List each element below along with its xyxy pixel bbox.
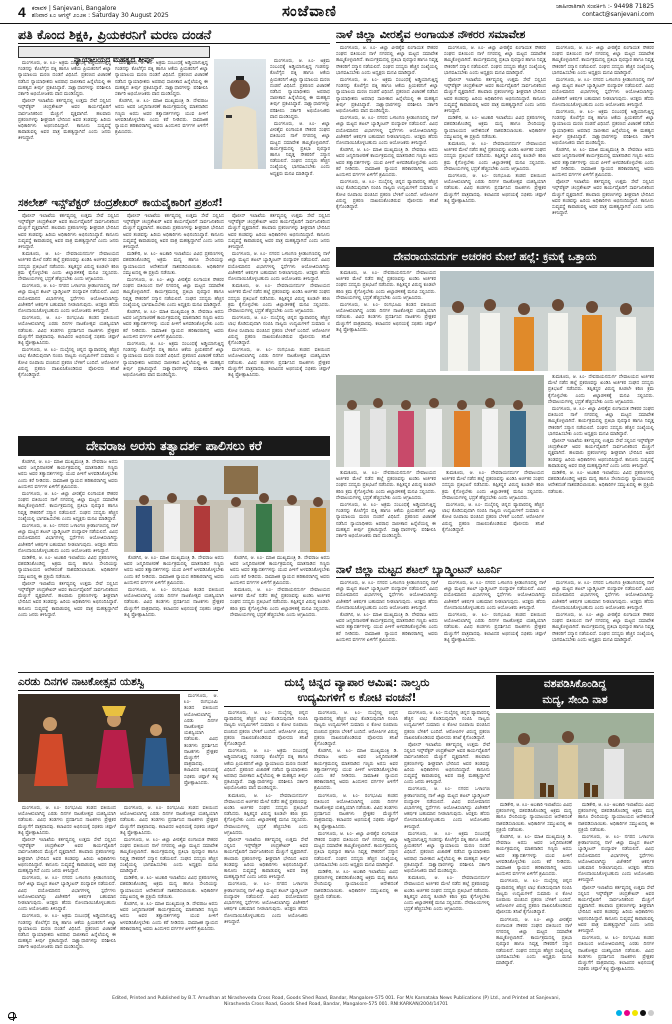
body-text-2b: ಪೊಲೀಸ್ ಇಲಾಖೆಯ ಕರ್ತವ್ಯದಲ್ಲಿ ಉತ್ತಮ ಸೇವೆ ಸಲ್ಲಿಸಿದ ಇನ್ಸ್‌ಪೆಕ್ಟರ್ ಚಂದ್ರಶೇಖರ್ ಅವರ ಕಾರ್ಯವೈಖರಿಗೆ ಸಾರ್ವಜನಿಕರಿಂದ ಮೆಚ್ಚುಗೆ ವ್ಯಕ್ತವಾಗಿದೆ. ಹಲವಾರು ಪ್ರಕರಣಗಳನ್ನು ಶೀಘ್ರವಾಗಿ ಭೇದಿಸಿದ ಅವರ ತಂಡವನ್ನು ಹಿರಿಯ ಅಧಿಕಾರಿಗಳು ಅಭಿನಂದಿಸಿದ್ದಾರೆ. ಕಾನೂನು ಸುವ್ಯವಸ್ಥೆ ಕಾಪಾಡುವಲ್ಲಿ ಅವರ ಪಾತ್ರ ಮಹತ್ವದ್ದಾಗಿದೆ ಎಂದು ಜನರು ತಿಳಿಸಿದ್ದಾರೆ. [444, 78, 546, 115]
body-text-2: ಮಂಗಳೂರು, ಆ. ೩೦- ಜಿಲ್ಲಾ ವೀರಶೈವ ಲಿಂಗಾಯತ ನೌಕರರ ಸಂಘದ ವತಿಯಿಂದ ನಾಳೆ ನಗರದಲ್ಲಿ ಜಿಲ್ಲಾ ಮಟ್ಟದ ಸಮಾವೇಶ ಹಮ್ಮಿಕೊಳ್ಳಲಾಗಿದೆ. ಕಾರ್ಯಕ್ರಮದಲ್ಲಿ ಪ್ರತಿಭಾ ಪುರಸ್ಕಾರ ಹಾಗೂ ನಿವೃತ್ತ ನೌಕರರಿಗೆ ಸನ್ಮಾನ ನಡೆಯಲಿದೆ. ಸಂಘದ ಸದಸ್ಯರು ಹೆಚ್ಚಿನ ಸಂಖ್ಯೆಯಲ್ಲಿ ಭಾಗವಹಿಸಬೇಕು ಎಂದು ಅಧ್ಯಕ್ಷರು ಮನವಿ ಮಾಡಿದ್ದಾರೆ. [444, 46, 546, 76]
body-text-2: ಕೊಡಗಿನ, ಆ. ೩೦- ಮಾಜಿ ಮುಖ್ಯಮಂತ್ರಿ ಡಿ. ದೇವರಾಜ ಅರಸು ಅವರ ಜನ್ಮದಿನಾಚರಣೆ ಕಾರ್ಯಕ್ರಮದಲ್ಲಿ ಮಾತನಾಡಿದ ಗಣ್ಯರು ಅರಸು ಅವರ ತತ್ವಾದರ್ಶಗಳನ್ನು ಯುವ ಪೀಳಿಗೆ ಅಳವಡಿಸಿಕೊಳ್ಳಬೇಕು ಎಂದು ಕರೆ ನೀಡಿದರು. ಸಾಮಾಜಿಕ ನ್ಯಾಯದ ಹರಿಕಾರರಾಗಿದ್ದ ಅವರು ಹಿಂದುಳಿದ ವರ್ಗಗಳ ಏಳಿಗೆಗೆ ಶ್ರಮಿಸಿದರು. [124, 556, 224, 586]
registration-dot [624, 1010, 630, 1016]
article-liquor-destroyed [496, 675, 654, 991]
body-text-c: ಮಂಗಳೂರು, ಆ. ೩೦- ನಗರದ ಒಳಾಂಗಣ ಕ್ರೀಡಾಂಗಣದಲ್ಲಿ ನಾಳೆ ಜಿಲ್ಲಾ ಮಟ್ಟದ ಶಟಲ್ ಬ್ಯಾಡ್ಮಿಂಟನ್ ಪಂದ್ಯಾವಳಿ ನಡೆಯಲಿದೆ. ವಿವಿಧ ವಯೋಮಾನದ ವಿಭಾಗಗಳಲ್ಲಿ ಸ್ಪರ್ಧೆಗಳು ಆಯೋಜಿಸಲಾಗಿದ್ದು ವಿಜೇತರಿಗೆ ಆಕರ್ಷಕ ಬಹುಮಾನ ನೀಡಲಾಗುವುದು. ಆಸಕ್ತರು ಹೆಸರು ನೋಂದಾಯಿಸಿಕೊಳ್ಳಬಹುದು ಎಂದು ಆಯೋಜಕರು ತಿಳಿಸಿದ್ದಾರೆ. [18, 284, 119, 315]
body-col-1 [336, 581, 438, 667]
imprint-footer [0, 996, 672, 1008]
page-header [0, 0, 672, 24]
body-col-2 [123, 214, 224, 434]
body-text: ಮಂಗಳೂರು, ಆ. ೩೦- ದುಬೈನಲ್ಲಿ ಚಿನ್ನದ ವ್ಯಾಪಾರದಲ್ಲಿ ಹೆಚ್ಚಿನ ಲಾಭ ಕೊಡಿಸುವುದಾಗಿ ನಂಬಿಸಿ ನಾಲ್ವರು ಉದ್ಯಮಿಗಳಿಗೆ ಸುಮಾರು ೮ ಕೋಟಿ ರೂಪಾಯಿ ವಂಚಿಸಿದ ಪ್ರಕರಣ ಬೆಳಕಿಗೆ ಬಂದಿದೆ. ಆರೋಪಿಗಳ ವಿರುದ್ಧ ಪ್ರಕರಣ ದಾಖಲಿಸಿಕೊಂಡಿರುವ ಪೊಲೀಸರು ತನಿಖೆ ಕೈಗೊಂಡಿದ್ದಾರೆ. [224, 711, 308, 748]
article-murder-verdict [18, 27, 330, 194]
body-text-2: ಮಂಗಳೂರು, ಆ. ೩೦- ರಂಗಭೂಮಿ ತಂಡದ ವತಿಯಿಂದ ಆಯೋಜಿಸಲಾಗಿದ್ದ ಎರಡು ದಿನಗಳ ನಾಟಕೋತ್ಸವ ಯಶಸ್ವಿಯಾಗಿ ನಡೆಯಿತು. ವಿವಿಧ ತಂಡಗಳು ಪ್ರದರ್ಶಿಸಿದ ನಾಟಕಗಳು ಪ್ರೇಕ್ಷಕರ ಮೆಚ್ಚುಗೆಗೆ ಪಾತ್ರವಾದವು. ಕಲಾವಿದರ ಅಭಿನಯಕ್ಕೆ ಸಭಿಕರು ಚಪ್ಪಾಳೆ ತಟ್ಟಿ ಪ್ರೋತ್ಸಾಹಿಸಿದರು. [120, 806, 218, 836]
body-col-3 [552, 581, 654, 667]
body-col-3 [552, 46, 654, 245]
body-text-d: ಪೊಲೀಸ್ ಇಲಾಖೆಯ ಕರ್ತವ್ಯದಲ್ಲಿ ಉತ್ತಮ ಸೇವೆ ಸಲ್ಲಿಸಿದ ಇನ್ಸ್‌ಪೆಕ್ಟರ್ ಚಂದ್ರಶೇಖರ್ ಅವರ ಕಾರ್ಯವೈಖರಿಗೆ ಸಾರ್ವಜನಿಕರಿಂದ ಮೆಚ್ಚುಗೆ ವ್ಯಕ್ತವಾಗಿದೆ. ಹಲವಾರು ಪ್ರಕರಣಗಳನ್ನು ಶೀಘ್ರವಾಗಿ ಭೇದಿಸಿದ ಅವರ ತಂಡವನ್ನು ಹಿರಿಯ ಅಧಿಕಾರಿಗಳು ಅಭಿನಂದಿಸಿದ್ದಾರೆ. ಕಾನೂನು ಸುವ್ಯವಸ್ಥೆ ಕಾಪಾಡುವಲ್ಲಿ ಅವರ ಪಾತ್ರ ಮಹತ್ವದ್ದಾಗಿದೆ ಎಂದು ಜನರು ತಿಳಿಸಿದ್ದಾರೆ. [224, 838, 308, 881]
body-text-c: ಮಂಗಳೂರು, ಆ. ೩೦- ನಗರದ ಒಳಾಂಗಣ ಕ್ರೀಡಾಂಗಣದಲ್ಲಿ ನಾಳೆ ಜಿಲ್ಲಾ ಮಟ್ಟದ ಶಟಲ್ ಬ್ಯಾಡ್ಮಿಂಟನ್ ಪಂದ್ಯಾವಳಿ ನಡೆಯಲಿದೆ. ವಿವಿಧ ವಯೋಮಾನದ ವಿಭಾಗಗಳಲ್ಲಿ ಸ್ಪರ್ಧೆಗಳು ಆಯೋಜಿಸಲಾಗಿದ್ದು ವಿಜೇತರಿಗೆ ಆಕರ್ಷಕ ಬಹುಮಾನ ನೀಡಲಾಗುವುದು. ಆಸಕ್ತರು ಹೆಸರು ನೋಂದಾಯಿಸಿಕೊಳ್ಳಬಹುದು ಎಂದು ಆಯೋಜಕರು ತಿಳಿಸಿದ್ದಾರೆ. [336, 116, 438, 147]
body-col-1 [336, 271, 436, 371]
body-text-c: ಮಂಗಳೂರು, ಆ. ೩೦- ನಗರದ ಒಳಾಂಗಣ ಕ್ರೀಡಾಂಗಣದಲ್ಲಿ ನಾಳೆ ಜಿಲ್ಲಾ ಮಟ್ಟದ ಶಟಲ್ ಬ್ಯಾಡ್ಮಿಂಟನ್ ಪಂದ್ಯಾವಳಿ ನಡೆಯಲಿದೆ. ವಿವಿಧ ವಯೋಮಾನದ ವಿಭಾಗಗಳಲ್ಲಿ ಸ್ಪರ್ಧೆಗಳು ಆಯೋಜಿಸಲಾಗಿದ್ದು ವಿಜೇತರಿಗೆ ಆಕರ್ಷಕ ಬಹುಮಾನ ನೀಡಲಾಗುವುದು. ಆಸಕ್ತರು ಹೆಸರು ನೋಂದಾಯಿಸಿಕೊಳ್ಳಬಹುದು ಎಂದು ಆಯೋಜಕರು ತಿಳಿಸಿದ್ದಾರೆ. [18, 524, 118, 554]
body-text-2b: ಕೊಡಗಿನ, ಆ. ೩೦- ಮಾಜಿ ಮುಖ್ಯಮಂತ್ರಿ ಡಿ. ದೇವರಾಜ ಅರಸು ಅವರ ಜನ್ಮದಿನಾಚರಣೆ ಕಾರ್ಯಕ್ರಮದಲ್ಲಿ ಮಾತನಾಡಿದ ಗಣ್ಯರು ಅರಸು ಅವರ ತತ್ವಾದರ್ಶಗಳನ್ನು ಯುವ ಪೀಳಿಗೆ ಅಳವಡಿಸಿಕೊಳ್ಳಬೇಕು ಎಂದು ಕರೆ ನೀಡಿದರು. ಸಾಮಾಜಿಕ ನ್ಯಾಯದ ಹರಿಕಾರರಾಗಿದ್ದ ಅವರು ಹಿಂದುಳಿದ ವರ್ಗಗಳ ಏಳಿಗೆಗೆ ಶ್ರಮಿಸಿದರು. [314, 749, 398, 792]
body-col-1 [18, 460, 118, 658]
header-left [0, 4, 169, 20]
body-text-d: ಮಡಿಕೇರಿ, ಆ. ೩೦- ಅಬಕಾರಿ ಇಲಾಖೆಯು ವಿವಿಧ ಪ್ರಕರಣಗಳಲ್ಲಿ ವಶಪಡಿಸಿಕೊಂಡಿದ್ದ ಅಕ್ರಮ ಮದ್ಯ ಹಾಗೂ ಸೇಂದಿಯನ್ನು ನ್ಯಾಯಾಲಯದ ಆದೇಶದಂತೆ ನಾಶಪಡಿಸಲಾಯಿತು. ಅಧಿಕಾರಿಗಳ ಸಮ್ಮುಖದಲ್ಲಿ ಈ ಪ್ರಕ್ರಿಯೆ ನಡೆಯಿತು. [18, 556, 118, 580]
article-dubai-fraud [224, 675, 490, 991]
article-drama-festival [18, 675, 218, 991]
contact-phone: ಜಾಹೀರಾತಿಗಾಗಿ ಸಂಪರ್ಕಿಸಿ :- 94498 71825 [556, 3, 654, 10]
body-text-2d: ಮಡಿಕೇರಿ, ಆ. ೩೦- ಅಬಕಾರಿ ಇಲಾಖೆಯು ವಿವಿಧ ಪ್ರಕರಣಗಳಲ್ಲಿ ವಶಪಡಿಸಿಕೊಂಡಿದ್ದ ಅಕ್ರಮ ಮದ್ಯ ಹಾಗೂ ಸೇಂದಿಯನ್ನು ನ್ಯಾಯಾಲಯದ ಆದೇಶದಂತೆ ನಾಶಪಡಿಸಲಾಯಿತು. ಅಧಿಕಾರಿಗಳ ಸಮ್ಮುಖದಲ್ಲಿ ಈ ಪ್ರಕ್ರಿಯೆ ನಡೆಯಿತು. [548, 471, 654, 495]
drama-photo [18, 694, 180, 802]
body-text-4: ತುಮಕೂರು, ಆ. ೩೦- ದೇವರಾಯನದುರ್ಗ ದೇವಾಲಯದ ಅರ್ಚಕರ ಮೇಲೆ ನಡೆದ ಹಲ್ಲೆ ಪ್ರಕರಣವನ್ನು ಖಂಡಿಸಿ ಅರ್ಚಕರ ಸಂಘದ ಸದಸ್ಯರು ಪ್ರತಿಭಟನೆ ನಡೆಸಿದರು. ತಪ್ಪಿತಸ್ಥರ ವಿರುದ್ಧ ಕೂಡಲೇ ಕಠಿಣ ಕ್ರಮ ಕೈಗೊಳ್ಳಬೇಕು ಎಂದು ಜಿಲ್ಲಾಡಳಿತಕ್ಕೆ ಮನವಿ ಸಲ್ಲಿಸಿದರು. ದೇವಾಲಯಗಳಲ್ಲಿ ಭದ್ರತೆ ಹೆಚ್ಚಿಸಬೇಕು ಎಂದು ಆಗ್ರಹಿಸಿದರು. [442, 471, 544, 501]
subhead-box [18, 46, 210, 64]
body-col-side [184, 694, 218, 802]
body-text-3d: ಮಂಗಳೂರು, ಆ. ೩೦- ಅಕ್ರಮ ಸಂಬಂಧಕ್ಕೆ ಅಡ್ಡಿಯಾಗುತ್ತಿದ್ದ ಗಂಡನನ್ನು ಕೊಲೆಗೈದ ಪತ್ನಿ ಹಾಗೂ ಆಕೆಯ ಪ್ರಿಯಕರನಿಗೆ ಜಿಲ್ಲಾ ನ್ಯಾಯಾಲಯ ಮರಣ ದಂಡನೆ ವಿಧಿಸಿದೆ. ಪ್ರಕರಣದ ವಿಚಾರಣೆ ನಡೆಸಿದ ನ್ಯಾಯಾಧೀಶರು ಅಪರಾಧ ಸಾಬೀತಾದ ಹಿನ್ನೆಲೆಯಲ್ಲಿ ಈ ಮಹತ್ವದ ತೀರ್ಪು ಪ್ರಕಟಿಸಿದ್ದಾರೆ. ಸಾಕ್ಷ್ಯಾಧಾರಗಳನ್ನು ಪರಿಶೀಲಿಸಿ ಸರ್ಕಾರಿ ಅಭಿಯೋಜಕರು ವಾದ ಮಂಡಿಸಿದ್ದರು. [404, 831, 490, 875]
portrait-photo [214, 59, 266, 169]
page-number: 4 [18, 3, 26, 20]
header-contact [556, 3, 654, 19]
body-text-2e: ಮಂಗಳೂರು, ಆ. ೩೦- ಅಕ್ರಮ ಸಂಬಂಧಕ್ಕೆ ಅಡ್ಡಿಯಾಗುತ್ತಿದ್ದ ಗಂಡನನ್ನು ಕೊಲೆಗೈದ ಪತ್ನಿ ಹಾಗೂ ಆಕೆಯ ಪ್ರಿಯಕರನಿಗೆ ಜಿಲ್ಲಾ ನ್ಯಾಯಾಲಯ ಮರಣ ದಂಡನೆ ವಿಧಿಸಿದೆ. ಪ್ರಕರಣದ ವಿಚಾರಣೆ ನಡೆಸಿದ ನ್ಯಾಯಾಧೀಶರು ಅಪರಾಧ ಸಾಬೀತಾದ ಹಿನ್ನೆಲೆಯಲ್ಲಿ ಈ ಮಹತ್ವದ ತೀರ್ಪು ಪ್ರಕಟಿಸಿದ್ದಾರೆ. ಸಾಕ್ಷ್ಯಾಧಾರಗಳನ್ನು ಪರಿಶೀಲಿಸಿ ಸರ್ಕಾರಿ ಅಭಿಯೋಜಕರು ವಾದ ಮಂಡಿಸಿದ್ದರು. [123, 342, 224, 379]
body-text-b: ಪೊಲೀಸ್ ಇಲಾಖೆಯ ಕರ್ತವ್ಯದಲ್ಲಿ ಉತ್ತಮ ಸೇವೆ ಸಲ್ಲಿಸಿದ ಇನ್ಸ್‌ಪೆಕ್ಟರ್ ಚಂದ್ರಶೇಖರ್ ಅವರ ಕಾರ್ಯವೈಖರಿಗೆ ಸಾರ್ವಜನಿಕರಿಂದ ಮೆಚ್ಚುಗೆ ವ್ಯಕ್ತವಾಗಿದೆ. ಹಲವಾರು ಪ್ರಕರಣಗಳನ್ನು ಶೀಘ್ರವಾಗಿ ಭೇದಿಸಿದ ಅವರ ತಂಡವನ್ನು ಹಿರಿಯ ಅಧಿಕಾರಿಗಳು ಅಭಿನಂದಿಸಿದ್ದಾರೆ. ಕಾನೂನು ಸುವ್ಯವಸ್ಥೆ ಕಾಪಾಡುವಲ್ಲಿ ಅವರ ಪಾತ್ರ ಮಹತ್ವದ್ದಾಗಿದೆ ಎಂದು ಜನರು ತಿಳಿಸಿದ್ದಾರೆ. [18, 838, 116, 875]
subhead: ನ್ಯಾಯಾಲಯದ ಮಹತ್ವದ ತೀರ್ಪು [73, 55, 155, 64]
body-text-2d: ಮಂಗಳೂರು, ಆ. ೩೦- ರಂಗಭೂಮಿ ತಂಡದ ವತಿಯಿಂದ ಆಯೋಜಿಸಲಾಗಿದ್ದ ಎರಡು ದಿನಗಳ ನಾಟಕೋತ್ಸವ ಯಶಸ್ವಿಯಾಗಿ ನಡೆಯಿತು. ವಿವಿಧ ತಂಡಗಳು ಪ್ರದರ್ಶಿಸಿದ ನಾಟಕಗಳು ಪ್ರೇಕ್ಷಕರ ಮೆಚ್ಚುಗೆಗೆ ಪಾತ್ರವಾದವು. ಕಲಾವಿದರ ಅಭಿನಯಕ್ಕೆ ಸಭಿಕರು ಚಪ್ಪಾಳೆ ತಟ್ಟಿ ಪ್ರೋತ್ಸಾಹಿಸಿದರು. [578, 936, 654, 973]
body-text-3: ಮಂಗಳೂರು, ಆ. ೩೦- ನಗರದ ಒಳಾಂಗಣ ಕ್ರೀಡಾಂಗಣದಲ್ಲಿ ನಾಳೆ ಜಿಲ್ಲಾ ಮಟ್ಟದ ಶಟಲ್ ಬ್ಯಾಡ್ಮಿಂಟನ್ ಪಂದ್ಯಾವಳಿ ನಡೆಯಲಿದೆ. ವಿವಿಧ ವಯೋಮಾನದ ವಿಭಾಗಗಳಲ್ಲಿ ಸ್ಪರ್ಧೆಗಳು ಆಯೋಜಿಸಲಾಗಿದ್ದು ವಿಜೇತರಿಗೆ ಆಕರ್ಷಕ ಬಹುಮಾನ ನೀಡಲಾಗುವುದು. ಆಸಕ್ತರು ಹೆಸರು ನೋಂದಾಯಿಸಿಕೊಳ್ಳಬಹುದು ಎಂದು ಆಯೋಜಕರು ತಿಳಿಸಿದ್ದಾರೆ. [552, 581, 654, 611]
body-text-4b: ಮಂಗಳೂರು, ಆ. ೩೦- ದುಬೈನಲ್ಲಿ ಚಿನ್ನದ ವ್ಯಾಪಾರದಲ್ಲಿ ಹೆಚ್ಚಿನ ಲಾಭ ಕೊಡಿಸುವುದಾಗಿ ನಂಬಿಸಿ ನಾಲ್ವರು ಉದ್ಯಮಿಗಳಿಗೆ ಸುಮಾರು ೮ ಕೋಟಿ ರೂಪಾಯಿ ವಂಚಿಸಿದ ಪ್ರಕರಣ ಬೆಳಕಿಗೆ ಬಂದಿದೆ. ಆರೋಪಿಗಳ ವಿರುದ್ಧ ಪ್ರಕರಣ ದಾಖಲಿಸಿಕೊಂಡಿರುವ ಪೊಲೀಸರು ತನಿಖೆ ಕೈಗೊಂಡಿದ್ದಾರೆ. [442, 503, 544, 533]
body-text: ಕೊಡಗಿನ, ಆ. ೩೦- ಮಾಜಿ ಮುಖ್ಯಮಂತ್ರಿ ಡಿ. ದೇವರಾಜ ಅರಸು ಅವರ ಜನ್ಮದಿನಾಚರಣೆ ಕಾರ್ಯಕ್ರಮದಲ್ಲಿ ಮಾತನಾಡಿದ ಗಣ್ಯರು ಅರಸು ಅವರ ತತ್ವಾದರ್ಶಗಳನ್ನು ಯುವ ಪೀಳಿಗೆ ಅಳವಡಿಸಿಕೊಳ್ಳಬೇಕು ಎಂದು ಕರೆ ನೀಡಿದರು. ಸಾಮಾಜಿಕ ನ್ಯಾಯದ ಹರಿಕಾರರಾಗಿದ್ದ ಅವರು ಹಿಂದುಳಿದ ವರ್ಗಗಳ ಏಳಿಗೆಗೆ ಶ್ರಮಿಸಿದರು. [18, 460, 118, 490]
body-text-2b: ಮಂಗಳೂರು, ಆ. ೩೦- ರಂಗಭೂಮಿ ತಂಡದ ವತಿಯಿಂದ ಆಯೋಜಿಸಲಾಗಿದ್ದ ಎರಡು ದಿನಗಳ ನಾಟಕೋತ್ಸವ ಯಶಸ್ವಿಯಾಗಿ ನಡೆಯಿತು. ವಿವಿಧ ತಂಡಗಳು ಪ್ರದರ್ಶಿಸಿದ ನಾಟಕಗಳು ಪ್ರೇಕ್ಷಕರ ಮೆಚ್ಚುಗೆಗೆ ಪಾತ್ರವಾದವು. ಕಲಾವಿದರ ಅಭಿನಯಕ್ಕೆ ಸಭಿಕರು ಚಪ್ಪಾಳೆ ತಟ್ಟಿ ಪ್ರೋತ್ಸಾಹಿಸಿದರು. [124, 588, 224, 618]
body-text-2: ಮಂಗಳೂರು, ಆ. ೩೦- ನಗರದ ಒಳಾಂಗಣ ಕ್ರೀಡಾಂಗಣದಲ್ಲಿ ನಾಳೆ ಜಿಲ್ಲಾ ಮಟ್ಟದ ಶಟಲ್ ಬ್ಯಾಡ್ಮಿಂಟನ್ ಪಂದ್ಯಾವಳಿ ನಡೆಯಲಿದೆ. ವಿವಿಧ ವಯೋಮಾನದ ವಿಭಾಗಗಳಲ್ಲಿ ಸ್ಪರ್ಧೆಗಳು ಆಯೋಜಿಸಲಾಗಿದ್ದು ವಿಜೇತರಿಗೆ ಆಕರ್ಷಕ ಬಹುಮಾನ ನೀಡಲಾಗುವುದು. ಆಸಕ್ತರು ಹೆಸರು ನೋಂದಾಯಿಸಿಕೊಳ್ಳಬಹುದು ಎಂದು ಆಯೋಜಕರು ತಿಳಿಸಿದ್ದಾರೆ. [444, 581, 546, 611]
body-col-4 [442, 471, 544, 559]
article-badminton [336, 563, 654, 667]
body-col-2 [124, 556, 224, 658]
body-text-b: ಕೊಡಗಿನ, ಆ. ೩೦- ಮಾಜಿ ಮುಖ್ಯಮಂತ್ರಿ ಡಿ. ದೇವರಾಜ ಅರಸು ಅವರ ಜನ್ಮದಿನಾಚರಣೆ ಕಾರ್ಯಕ್ರಮದಲ್ಲಿ ಮಾತನಾಡಿದ ಗಣ್ಯರು ಅರಸು ಅವರ ತತ್ವಾದರ್ಶಗಳನ್ನು ಯುವ ಪೀಳಿಗೆ ಅಳವಡಿಸಿಕೊಳ್ಳಬೇಕು ಎಂದು ಕರೆ ನೀಡಿದರು. ಸಾಮಾಜಿಕ ನ್ಯಾಯದ ಹರಿಕಾರರಾಗಿದ್ದ ಅವರು ಹಿಂದುಳಿದ ವರ್ಗಗಳ ಏಳಿಗೆಗೆ ಶ್ರಮಿಸಿದರು. [336, 613, 438, 643]
body-text-c: ಮಂಗಳೂರು, ಆ. ೩೦- ದುಬೈನಲ್ಲಿ ಚಿನ್ನದ ವ್ಯಾಪಾರದಲ್ಲಿ ಹೆಚ್ಚಿನ ಲಾಭ ಕೊಡಿಸುವುದಾಗಿ ನಂಬಿಸಿ ನಾಲ್ವರು ಉದ್ಯಮಿಗಳಿಗೆ ಸುಮಾರು ೮ ಕೋಟಿ ರೂಪಾಯಿ ವಂಚಿಸಿದ ಪ್ರಕರಣ ಬೆಳಕಿಗೆ ಬಂದಿದೆ. ಆರೋಪಿಗಳ ವಿರುದ್ಧ ಪ್ರಕರಣ ದಾಖಲಿಸಿಕೊಂಡಿರುವ ಪೊಲೀಸರು ತನಿಖೆ ಕೈಗೊಂಡಿದ್ದಾರೆ. [496, 879, 572, 916]
body-col-1 [224, 711, 308, 991]
body-text-2c: ಮಡಿಕೇರಿ, ಆ. ೩೦- ಅಬಕಾರಿ ಇಲಾಖೆಯು ವಿವಿಧ ಪ್ರಕರಣಗಳಲ್ಲಿ ವಶಪಡಿಸಿಕೊಂಡಿದ್ದ ಅಕ್ರಮ ಮದ್ಯ ಹಾಗೂ ಸೇಂದಿಯನ್ನು ನ್ಯಾಯಾಲಯದ ಆದೇಶದಂತೆ ನಾಶಪಡಿಸಲಾಯಿತು. ಅಧಿಕಾರಿಗಳ ಸಮ್ಮುಖದಲ್ಲಿ ಈ ಪ್ರಕ್ರಿಯೆ ನಡೆಯಿತು. [444, 116, 546, 140]
body-text-2: ತುಮಕೂರು, ಆ. ೩೦- ದೇವರಾಯನದುರ್ಗ ದೇವಾಲಯದ ಅರ್ಚಕರ ಮೇಲೆ ನಡೆದ ಹಲ್ಲೆ ಪ್ರಕರಣವನ್ನು ಖಂಡಿಸಿ ಅರ್ಚಕರ ಸಂಘದ ಸದಸ್ಯರು ಪ್ರತಿಭಟನೆ ನಡೆಸಿದರು. ತಪ್ಪಿತಸ್ಥರ ವಿರುದ್ಧ ಕೂಡಲೇ ಕಠಿಣ ಕ್ರಮ ಕೈಗೊಳ್ಳಬೇಕು ಎಂದು ಜಿಲ್ಲಾಡಳಿತಕ್ಕೆ ಮನವಿ ಸಲ್ಲಿಸಿದರು. ದೇವಾಲಯಗಳಲ್ಲಿ ಭದ್ರತೆ ಹೆಚ್ಚಿಸಬೇಕು ಎಂದು ಆಗ್ರಹಿಸಿದರು. [548, 375, 654, 405]
body-text-3e: ಮಂಗಳೂರು, ಆ. ೩೦- ರಂಗಭೂಮಿ ತಂಡದ ವತಿಯಿಂದ ಆಯೋಜಿಸಲಾಗಿದ್ದ ಎರಡು ದಿನಗಳ ನಾಟಕೋತ್ಸವ ಯಶಸ್ವಿಯಾಗಿ ನಡೆಯಿತು. ವಿವಿಧ ತಂಡಗಳು ಪ್ರದರ್ಶಿಸಿದ ನಾಟಕಗಳು ಪ್ರೇಕ್ಷಕರ ಮೆಚ್ಚುಗೆಗೆ ಪಾತ್ರವಾದವು. ಕಲಾವಿದರ ಅಭಿನಯಕ್ಕೆ ಸಭಿಕರು ಚಪ್ಪಾಳೆ ತಟ್ಟಿ ಪ್ರೋತ್ಸಾಹಿಸಿದರು. [228, 348, 330, 379]
body-text-3d: ಮಂಗಳೂರು, ಆ. ೩೦- ದುಬೈನಲ್ಲಿ ಚಿನ್ನದ ವ್ಯಾಪಾರದಲ್ಲಿ ಹೆಚ್ಚಿನ ಲಾಭ ಕೊಡಿಸುವುದಾಗಿ ನಂಬಿಸಿ ನಾಲ್ವರು ಉದ್ಯಮಿಗಳಿಗೆ ಸುಮಾರು ೮ ಕೋಟಿ ರೂಪಾಯಿ ವಂಚಿಸಿದ ಪ್ರಕರಣ ಬೆಳಕಿಗೆ ಬಂದಿದೆ. ಆರೋಪಿಗಳ ವಿರುದ್ಧ ಪ್ರಕರಣ ದಾಖಲಿಸಿಕೊಂಡಿರುವ ಪೊಲೀಸರು ತನಿಖೆ ಕೈಗೊಂಡಿದ್ದಾರೆ. [228, 316, 330, 347]
body-text-d: ಕೊಡಗಿನ, ಆ. ೩೦- ಮಾಜಿ ಮುಖ್ಯಮಂತ್ರಿ ಡಿ. ದೇವರಾಜ ಅರಸು ಅವರ ಜನ್ಮದಿನಾಚರಣೆ ಕಾರ್ಯಕ್ರಮದಲ್ಲಿ ಮಾತನಾಡಿದ ಗಣ್ಯರು ಅರಸು ಅವರ ತತ್ವಾದರ್ಶಗಳನ್ನು ಯುವ ಪೀಳಿಗೆ ಅಳವಡಿಸಿಕೊಳ್ಳಬೇಕು ಎಂದು ಕರೆ ನೀಡಿದರು. ಸಾಮಾಜಿಕ ನ್ಯಾಯದ ಹರಿಕಾರರಾಗಿದ್ದ ಅವರು ಹಿಂದುಳಿದ ವರ್ಗಗಳ ಏಳಿಗೆಗೆ ಶ್ರಮಿಸಿದರು. [336, 148, 438, 179]
article-inspector-praise [18, 196, 330, 434]
body-col-3 [404, 711, 490, 991]
headline: ನಾಳೆ ಜಿಲ್ಲಾ ಮಟ್ಟದ ಶಟಲ್ ಬ್ಯಾಡ್ಮಿಂಟನ್ ಟೂರ್ನಿ [336, 563, 654, 578]
headline-line-1: ದುಬೈ ಚಿನ್ನದ ವ್ಯಾಪಾರ ಆಮಿಷ: ನಾಲ್ವರು [284, 676, 430, 689]
issue-date: ಶನಿವಾರ ೩೦ ಆಗಸ್ಟ್ ೨೦೨೫ : Saturday 30 August 2025 [31, 11, 169, 19]
body-text-c: ಮಂಗಳೂರು, ಆ. ೩೦- ನಗರದ ಒಳಾಂಗಣ ಕ್ರೀಡಾಂಗಣದಲ್ಲಿ ನಾಳೆ ಜಿಲ್ಲಾ ಮಟ್ಟದ ಶಟಲ್ ಬ್ಯಾಡ್ಮಿಂಟನ್ ಪಂದ್ಯಾವಳಿ ನಡೆಯಲಿದೆ. ವಿವಿಧ ವಯೋಮಾನದ ವಿಭಾಗಗಳಲ್ಲಿ ಸ್ಪರ್ಧೆಗಳು ಆಯೋಜಿಸಲಾಗಿದ್ದು ವಿಜೇತರಿಗೆ ಆಕರ್ಷಕ ಬಹುಮಾನ ನೀಡಲಾಗುವುದು. ಆಸಕ್ತರು ಹೆಸರು ನೋಂದಾಯಿಸಿಕೊಳ್ಳಬಹುದು ಎಂದು ಆಯೋಜಕರು ತಿಳಿಸಿದ್ದಾರೆ. [18, 876, 116, 913]
crowd-figure [336, 375, 544, 467]
body-text-d: ಮಂಗಳೂರು, ಆ. ೩೦- ಜಿಲ್ಲಾ ವೀರಶೈವ ಲಿಂಗಾಯತ ನೌಕರರ ಸಂಘದ ವತಿಯಿಂದ ನಾಳೆ ನಗರದಲ್ಲಿ ಜಿಲ್ಲಾ ಮಟ್ಟದ ಸಮಾವೇಶ ಹಮ್ಮಿಕೊಳ್ಳಲಾಗಿದೆ. ಕಾರ್ಯಕ್ರಮದಲ್ಲಿ ಪ್ರತಿಭಾ ಪುರಸ್ಕಾರ ಹಾಗೂ ನಿವೃತ್ತ ನೌಕರರಿಗೆ ಸನ್ಮಾನ ನಡೆಯಲಿದೆ. ಸಂಘದ ಸದಸ್ಯರು ಹೆಚ್ಚಿನ ಸಂಖ್ಯೆಯಲ್ಲಿ ಭಾಗವಹಿಸಬೇಕು ಎಂದು ಅಧ್ಯಕ್ಷರು ಮನವಿ ಮಾಡಿದ್ದಾರೆ. [496, 917, 572, 967]
headline: ಎರಡು ದಿನಗಳ ನಾಟಕೋತ್ಸವ ಯಶಸ್ವಿ [18, 675, 218, 691]
body-text-3c: ಮಂಗಳೂರು, ಆ. ೩೦- ಅಕ್ರಮ ಸಂಬಂಧಕ್ಕೆ ಅಡ್ಡಿಯಾಗುತ್ತಿದ್ದ ಗಂಡನನ್ನು ಕೊಲೆಗೈದ ಪತ್ನಿ ಹಾಗೂ ಆಕೆಯ ಪ್ರಿಯಕರನಿಗೆ ಜಿಲ್ಲಾ ನ್ಯಾಯಾಲಯ ಮರಣ ದಂಡನೆ ವಿಧಿಸಿದೆ. ಪ್ರಕರಣದ ವಿಚಾರಣೆ ನಡೆಸಿದ ನ್ಯಾಯಾಧೀಶರು ಅಪರಾಧ ಸಾಬೀತಾದ ಹಿನ್ನೆಲೆಯಲ್ಲಿ ಈ ಮಹತ್ವದ ತೀರ್ಪು ಪ್ರಕಟಿಸಿದ್ದಾರೆ. ಸಾಕ್ಷ್ಯಾಧಾರಗಳನ್ನು ಪರಿಶೀಲಿಸಿ ಸರ್ಕಾರಿ ಅಭಿಯೋಜಕರು ವಾದ ಮಂಡಿಸಿದ್ದರು. [552, 110, 654, 147]
body-text-3b: ಪೊಲೀಸ್ ಇಲಾಖೆಯ ಕರ್ತವ್ಯದಲ್ಲಿ ಉತ್ತಮ ಸೇವೆ ಸಲ್ಲಿಸಿದ ಇನ್ಸ್‌ಪೆಕ್ಟರ್ ಚಂದ್ರಶೇಖರ್ ಅವರ ಕಾರ್ಯವೈಖರಿಗೆ ಸಾರ್ವಜನಿಕರಿಂದ ಮೆಚ್ಚುಗೆ ವ್ಯಕ್ತವಾಗಿದೆ. ಹಲವಾರು ಪ್ರಕರಣಗಳನ್ನು ಶೀಘ್ರವಾಗಿ ಭೇದಿಸಿದ ಅವರ ತಂಡವನ್ನು ಹಿರಿಯ ಅಧಿಕಾರಿಗಳು ಅಭಿನಂದಿಸಿದ್ದಾರೆ. ಕಾನೂನು ಸುವ್ಯವಸ್ಥೆ ಕಾಪಾಡುವಲ್ಲಿ ಅವರ ಪಾತ್ರ ಮಹತ್ವದ್ದಾಗಿದೆ ಎಂದು ಜನರು ತಿಳಿಸಿದ್ದಾರೆ. [404, 743, 490, 786]
registration-mark-icon [8, 1012, 16, 1020]
body-text-e: ಮಂಗಳೂರು, ಆ. ೩೦- ದುಬೈನಲ್ಲಿ ಚಿನ್ನದ ವ್ಯಾಪಾರದಲ್ಲಿ ಹೆಚ್ಚಿನ ಲಾಭ ಕೊಡಿಸುವುದಾಗಿ ನಂಬಿಸಿ ನಾಲ್ವರು ಉದ್ಯಮಿಗಳಿಗೆ ಸುಮಾರು ೮ ಕೋಟಿ ರೂಪಾಯಿ ವಂಚಿಸಿದ ಪ್ರಕರಣ ಬೆಳಕಿಗೆ ಬಂದಿದೆ. ಆರೋಪಿಗಳ ವಿರುದ್ಧ ಪ್ರಕರಣ ದಾಖಲಿಸಿಕೊಂಡಿರುವ ಪೊಲೀಸರು ತನಿಖೆ ಕೈಗೊಂಡಿದ್ದಾರೆ. [18, 348, 119, 379]
registration-dot [632, 1010, 638, 1016]
body-text-b: ಮಂಗಳೂರು, ಆ. ೩೦- ಜಿಲ್ಲಾ ವೀರಶೈವ ಲಿಂಗಾಯತ ನೌಕರರ ಸಂಘದ ವತಿಯಿಂದ ನಾಳೆ ನಗರದಲ್ಲಿ ಜಿಲ್ಲಾ ಮಟ್ಟದ ಸಮಾವೇಶ ಹಮ್ಮಿಕೊಳ್ಳಲಾಗಿದೆ. ಕಾರ್ಯಕ್ರಮದಲ್ಲಿ ಪ್ರತಿಭಾ ಪುರಸ್ಕಾರ ಹಾಗೂ ನಿವೃತ್ತ ನೌಕರರಿಗೆ ಸನ್ಮಾನ ನಡೆಯಲಿದೆ. ಸಂಘದ ಸದಸ್ಯರು ಹೆಚ್ಚಿನ ಸಂಖ್ಯೆಯಲ್ಲಿ ಭಾಗವಹಿಸಬೇಕು ಎಂದು ಅಧ್ಯಕ್ಷರು ಮನವಿ ಮಾಡಿದ್ದಾರೆ. [18, 492, 118, 522]
section-divider [18, 672, 654, 673]
body-text-3: ತುಮಕೂರು, ಆ. ೩೦- ದೇವರಾಯನದುರ್ಗ ದೇವಾಲಯದ ಅರ್ಚಕರ ಮೇಲೆ ನಡೆದ ಹಲ್ಲೆ ಪ್ರಕರಣವನ್ನು ಖಂಡಿಸಿ ಅರ್ಚಕರ ಸಂಘದ ಸದಸ್ಯರು ಪ್ರತಿಭಟನೆ ನಡೆಸಿದರು. ತಪ್ಪಿತಸ್ಥರ ವಿರುದ್ಧ ಕೂಡಲೇ ಕಠಿಣ ಕ್ರಮ ಕೈಗೊಳ್ಳಬೇಕು ಎಂದು ಜಿಲ್ಲಾಡಳಿತಕ್ಕೆ ಮನವಿ ಸಲ್ಲಿಸಿದರು. ದೇವಾಲಯಗಳಲ್ಲಿ ಭದ್ರತೆ ಹೆಚ್ಚಿಸಬೇಕು ಎಂದು ಆಗ್ರಹಿಸಿದರು. [336, 471, 436, 501]
body-col-3 [230, 556, 330, 658]
body-text-3d: ಕೊಡಗಿನ, ಆ. ೩೦- ಮಾಜಿ ಮುಖ್ಯಮಂತ್ರಿ ಡಿ. ದೇವರಾಜ ಅರಸು ಅವರ ಜನ್ಮದಿನಾಚರಣೆ ಕಾರ್ಯಕ್ರಮದಲ್ಲಿ ಮಾತನಾಡಿದ ಗಣ್ಯರು ಅರಸು ಅವರ ತತ್ವಾದರ್ಶಗಳನ್ನು ಯುವ ಪೀಳಿಗೆ ಅಳವಡಿಸಿಕೊಳ್ಳಬೇಕು ಎಂದು ಕರೆ ನೀಡಿದರು. ಸಾಮಾಜಿಕ ನ್ಯಾಯದ ಹರಿಕಾರರಾಗಿದ್ದ ಅವರು ಹಿಂದುಳಿದ ವರ್ಗಗಳ ಏಳಿಗೆಗೆ ಶ್ರಮಿಸಿದರು. [552, 148, 654, 179]
protest-figure [440, 271, 654, 371]
body-text-3e: ತುಮಕೂರು, ಆ. ೩೦- ದೇವರಾಯನದುರ್ಗ ದೇವಾಲಯದ ಅರ್ಚಕರ ಮೇಲೆ ನಡೆದ ಹಲ್ಲೆ ಪ್ರಕರಣವನ್ನು ಖಂಡಿಸಿ ಅರ್ಚಕರ ಸಂಘದ ಸದಸ್ಯರು ಪ್ರತಿಭಟನೆ ನಡೆಸಿದರು. ತಪ್ಪಿತಸ್ಥರ ವಿರುದ್ಧ ಕೂಡಲೇ ಕಠಿಣ ಕ್ರಮ ಕೈಗೊಳ್ಳಬೇಕು ಎಂದು ಜಿಲ್ಲಾಡಳಿತಕ್ಕೆ ಮನವಿ ಸಲ್ಲಿಸಿದರು. ದೇವಾಲಯಗಳಲ್ಲಿ ಭದ್ರತೆ ಹೆಚ್ಚಿಸಬೇಕು ಎಂದು ಆಗ್ರಹಿಸಿದರು. [404, 876, 490, 913]
body-text-2b: ಮಂಗಳೂರು, ಆ. ೩೦- ಜಿಲ್ಲಾ ವೀರಶೈವ ಲಿಂಗಾಯತ ನೌಕರರ ಸಂಘದ ವತಿಯಿಂದ ನಾಳೆ ನಗರದಲ್ಲಿ ಜಿಲ್ಲಾ ಮಟ್ಟದ ಸಮಾವೇಶ ಹಮ್ಮಿಕೊಳ್ಳಲಾಗಿದೆ. ಕಾರ್ಯಕ್ರಮದಲ್ಲಿ ಪ್ರತಿಭಾ ಪುರಸ್ಕಾರ ಹಾಗೂ ನಿವೃತ್ತ ನೌಕರರಿಗೆ ಸನ್ಮಾನ ನಡೆಯಲಿದೆ. ಸಂಘದ ಸದಸ್ಯರು ಹೆಚ್ಚಿನ ಸಂಖ್ಯೆಯಲ್ಲಿ ಭಾಗವಹಿಸಬೇಕು ಎಂದು ಅಧ್ಯಕ್ಷರು ಮನವಿ ಮಾಡಿದ್ದಾರೆ. [120, 838, 218, 875]
body-text-3b: ತುಮಕೂರು, ಆ. ೩೦- ದೇವರಾಯನದುರ್ಗ ದೇವಾಲಯದ ಅರ್ಚಕರ ಮೇಲೆ ನಡೆದ ಹಲ್ಲೆ ಪ್ರಕರಣವನ್ನು ಖಂಡಿಸಿ ಅರ್ಚಕರ ಸಂಘದ ಸದಸ್ಯರು ಪ್ರತಿಭಟನೆ ನಡೆಸಿದರು. ತಪ್ಪಿತಸ್ಥರ ವಿರುದ್ಧ ಕೂಡಲೇ ಕಠಿಣ ಕ್ರಮ ಕೈಗೊಳ್ಳಬೇಕು ಎಂದು ಜಿಲ್ಲಾಡಳಿತಕ್ಕೆ ಮನವಿ ಸಲ್ಲಿಸಿದರು. ದೇವಾಲಯಗಳಲ್ಲಿ ಭದ್ರತೆ ಹೆಚ್ಚಿಸಬೇಕು ಎಂದು ಆಗ್ರಹಿಸಿದರು. [230, 588, 330, 618]
body-text-3e: ಪೊಲೀಸ್ ಇಲಾಖೆಯ ಕರ್ತವ್ಯದಲ್ಲಿ ಉತ್ತಮ ಸೇವೆ ಸಲ್ಲಿಸಿದ ಇನ್ಸ್‌ಪೆಕ್ಟರ್ ಚಂದ್ರಶೇಖರ್ ಅವರ ಕಾರ್ಯವೈಖರಿಗೆ ಸಾರ್ವಜನಿಕರಿಂದ ಮೆಚ್ಚುಗೆ ವ್ಯಕ್ತವಾಗಿದೆ. ಹಲವಾರು ಪ್ರಕರಣಗಳನ್ನು ಶೀಘ್ರವಾಗಿ ಭೇದಿಸಿದ ಅವರ ತಂಡವನ್ನು ಹಿರಿಯ ಅಧಿಕಾರಿಗಳು ಅಭಿನಂದಿಸಿದ್ದಾರೆ. ಕಾನೂನು ಸುವ್ಯವಸ್ಥೆ ಕಾಪಾಡುವಲ್ಲಿ ಅವರ ಪಾತ್ರ ಮಹತ್ವದ್ದಾಗಿದೆ ಎಂದು ಜನರು ತಿಳಿಸಿದ್ದಾರೆ. [552, 180, 654, 217]
body-text-2b: ಮಂಗಳೂರು, ಆ. ೩೦- ಜಿಲ್ಲಾ ವೀರಶೈವ ಲಿಂಗಾಯತ ನೌಕರರ ಸಂಘದ ವತಿಯಿಂದ ನಾಳೆ ನಗರದಲ್ಲಿ ಜಿಲ್ಲಾ ಮಟ್ಟದ ಸಮಾವೇಶ ಹಮ್ಮಿಕೊಳ್ಳಲಾಗಿದೆ. ಕಾರ್ಯಕ್ರಮದಲ್ಲಿ ಪ್ರತಿಭಾ ಪುರಸ್ಕಾರ ಹಾಗೂ ನಿವೃತ್ತ ನೌಕರರಿಗೆ ಸನ್ಮಾನ ನಡೆಯಲಿದೆ. ಸಂಘದ ಸದಸ್ಯರು ಹೆಚ್ಚಿನ ಸಂಖ್ಯೆಯಲ್ಲಿ ಭಾಗವಹಿಸಬೇಕು ಎಂದು ಅಧ್ಯಕ್ಷರು ಮನವಿ ಮಾಡಿದ್ದಾರೆ. [548, 407, 654, 437]
imprint-line-2: Nirashveda Cross Road, Goods Shed Road, Bandar, Mangalore-575 001. RNI:KARKAN/2004/14701 [223, 1002, 449, 1007]
contact-email: contact@sanjevani.com [582, 11, 654, 18]
body-text-3c: ತುಮಕೂರು, ಆ. ೩೦- ದೇವರಾಯನದುರ್ಗ ದೇವಾಲಯದ ಅರ್ಚಕರ ಮೇಲೆ ನಡೆದ ಹಲ್ಲೆ ಪ್ರಕರಣವನ್ನು ಖಂಡಿಸಿ ಅರ್ಚಕರ ಸಂಘದ ಸದಸ್ಯರು ಪ್ರತಿಭಟನೆ ನಡೆಸಿದರು. ತಪ್ಪಿತಸ್ಥರ ವಿರುದ್ಧ ಕೂಡಲೇ ಕಠಿಣ ಕ್ರಮ ಕೈಗೊಳ್ಳಬೇಕು ಎಂದು ಜಿಲ್ಲಾಡಳಿತಕ್ಕೆ ಮನವಿ ಸಲ್ಲಿಸಿದರು. ದೇವಾಲಯಗಳಲ್ಲಿ ಭದ್ರತೆ ಹೆಚ್ಚಿಸಬೇಕು ಎಂದು ಆಗ್ರಹಿಸಿದರು. [228, 284, 330, 315]
article-devaraj-urs [18, 436, 330, 658]
body-text-3: ಕೊಡಗಿನ, ಆ. ೩೦- ಮಾಜಿ ಮುಖ್ಯಮಂತ್ರಿ ಡಿ. ದೇವರಾಜ ಅರಸು ಅವರ ಜನ್ಮದಿನಾಚರಣೆ ಕಾರ್ಯಕ್ರಮದಲ್ಲಿ ಮಾತನಾಡಿದ ಗಣ್ಯರು ಅರಸು ಅವರ ತತ್ವಾದರ್ಶಗಳನ್ನು ಯುವ ಪೀಳಿಗೆ ಅಳವಡಿಸಿಕೊಳ್ಳಬೇಕು ಎಂದು ಕರೆ ನೀಡಿದರು. ಸಾಮಾಜಿಕ ನ್ಯಾಯದ ಹರಿಕಾರರಾಗಿದ್ದ ಅವರು ಹಿಂದುಳಿದ ವರ್ಗಗಳ ಏಳಿಗೆಗೆ ಶ್ರಮಿಸಿದರು. [230, 556, 330, 586]
body-text-2d: ಕೊಡಗಿನ, ಆ. ೩೦- ಮಾಜಿ ಮುಖ್ಯಮಂತ್ರಿ ಡಿ. ದೇವರಾಜ ಅರಸು ಅವರ ಜನ್ಮದಿನಾಚರಣೆ ಕಾರ್ಯಕ್ರಮದಲ್ಲಿ ಮಾತನಾಡಿದ ಗಣ್ಯರು ಅರಸು ಅವರ ತತ್ವಾದರ್ಶಗಳನ್ನು ಯುವ ಪೀಳಿಗೆ ಅಳವಡಿಸಿಕೊಳ್ಳಬೇಕು ಎಂದು ಕರೆ ನೀಡಿದರು. ಸಾಮಾಜಿಕ ನ್ಯಾಯದ ಹರಿಕಾರರಾಗಿದ್ದ ಅವರು ಹಿಂದುಳಿದ ವರ್ಗಗಳ ಏಳಿಗೆಗೆ ಶ್ರಮಿಸಿದರು. [120, 902, 218, 932]
body-col-1 [18, 61, 111, 194]
body-text-e: ಮಂಗಳೂರು, ಆ. ೩೦- ದುಬೈನಲ್ಲಿ ಚಿನ್ನದ ವ್ಯಾಪಾರದಲ್ಲಿ ಹೆಚ್ಚಿನ ಲಾಭ ಕೊಡಿಸುವುದಾಗಿ ನಂಬಿಸಿ ನಾಲ್ವರು ಉದ್ಯಮಿಗಳಿಗೆ ಸುಮಾರು ೮ ಕೋಟಿ ರೂಪಾಯಿ ವಂಚಿಸಿದ ಪ್ರಕರಣ ಬೆಳಕಿಗೆ ಬಂದಿದೆ. ಆರೋಪಿಗಳ ವಿರುದ್ಧ ಪ್ರಕರಣ ದಾಖಲಿಸಿಕೊಂಡಿರುವ ಪೊಲೀಸರು ತನಿಖೆ ಕೈಗೊಂಡಿದ್ದಾರೆ. [336, 180, 438, 211]
protest-photo-bottom [336, 375, 544, 467]
headline: ನಾಳೆ ಜಿಲ್ಲಾ ವೀರಶೈವ ಅಂಗಾಯತ ನೌಕರರ ಸಮಾವೇಶ [336, 27, 654, 43]
body-text-3: ಪೊಲೀಸ್ ಇಲಾಖೆಯ ಕರ್ತವ್ಯದಲ್ಲಿ ಉತ್ತಮ ಸೇವೆ ಸಲ್ಲಿಸಿದ ಇನ್ಸ್‌ಪೆಕ್ಟರ್ ಚಂದ್ರಶೇಖರ್ ಅವರ ಕಾರ್ಯವೈಖರಿಗೆ ಸಾರ್ವಜನಿಕರಿಂದ ಮೆಚ್ಚುಗೆ ವ್ಯಕ್ತವಾಗಿದೆ. ಹಲವಾರು ಪ್ರಕರಣಗಳನ್ನು ಶೀಘ್ರವಾಗಿ ಭೇದಿಸಿದ ಅವರ ತಂಡವನ್ನು ಹಿರಿಯ ಅಧಿಕಾರಿಗಳು ಅಭಿನಂದಿಸಿದ್ದಾರೆ. ಕಾನೂನು ಸುವ್ಯವಸ್ಥೆ ಕಾಪಾಡುವಲ್ಲಿ ಅವರ ಪಾತ್ರ ಮಹತ್ವದ್ದಾಗಿದೆ ಎಂದು ಜನರು ತಿಳಿಸಿದ್ದಾರೆ. [228, 214, 330, 251]
protest-photo-top [440, 271, 654, 371]
body-col-2 [314, 711, 398, 991]
body-text: ಮಂಗಳೂರು, ಆ. ೩೦- ರಂಗಭೂಮಿ ತಂಡದ ವತಿಯಿಂದ ಆಯೋಜಿಸಲಾಗಿದ್ದ ಎರಡು ದಿನಗಳ ನಾಟಕೋತ್ಸವ ಯಶಸ್ವಿಯಾಗಿ ನಡೆಯಿತು. ವಿವಿಧ ತಂಡಗಳು ಪ್ರದರ್ಶಿಸಿದ ನಾಟಕಗಳು ಪ್ರೇಕ್ಷಕರ ಮೆಚ್ಚುಗೆಗೆ ಪಾತ್ರವಾದವು. ಕಲಾವಿದರ ಅಭಿನಯಕ್ಕೆ ಸಭಿಕರು ಚಪ್ಪಾಳೆ ತಟ್ಟಿ ಪ್ರೋತ್ಸಾಹಿಸಿದರು. [18, 806, 116, 836]
headline: ಪತಿ ಕೊಂದ ಶಿಕ್ಷಕಿ, ಪ್ರಿಯಕರನಿಗೆ ಮರಣ ದಂಡನೆ [18, 27, 330, 44]
excise-photo [496, 713, 654, 799]
group-figure [124, 460, 330, 552]
body-text-3: ಮಂಗಳೂರು, ಆ. ೩೦- ಜಿಲ್ಲಾ ವೀರಶೈವ ಲಿಂಗಾಯತ ನೌಕರರ ಸಂಘದ ವತಿಯಿಂದ ನಾಳೆ ನಗರದಲ್ಲಿ ಜಿಲ್ಲಾ ಮಟ್ಟದ ಸಮಾವೇಶ ಹಮ್ಮಿಕೊಳ್ಳಲಾಗಿದೆ. ಕಾರ್ಯಕ್ರಮದಲ್ಲಿ ಪ್ರತಿಭಾ ಪುರಸ್ಕಾರ ಹಾಗೂ ನಿವೃತ್ತ ನೌಕರರಿಗೆ ಸನ್ಮಾನ ನಡೆಯಲಿದೆ. ಸಂಘದ ಸದಸ್ಯರು ಹೆಚ್ಚಿನ ಸಂಖ್ಯೆಯಲ್ಲಿ ಭಾಗವಹಿಸಬೇಕು ಎಂದು ಅಧ್ಯಕ್ಷರು ಮನವಿ ಮಾಡಿದ್ದಾರೆ. [552, 46, 654, 76]
body-text-2e: ಮಂಗಳೂರು, ಆ. ೩೦- ರಂಗಭೂಮಿ ತಂಡದ ವತಿಯಿಂದ ಆಯೋಜಿಸಲಾಗಿದ್ದ ಎರಡು ದಿನಗಳ ನಾಟಕೋತ್ಸವ ಯಶಸ್ವಿಯಾಗಿ ನಡೆಯಿತು. ವಿವಿಧ ತಂಡಗಳು ಪ್ರದರ್ಶಿಸಿದ ನಾಟಕಗಳು ಪ್ರೇಕ್ಷಕರ ಮೆಚ್ಚುಗೆಗೆ ಪಾತ್ರವಾದವು. ಕಲಾವಿದರ ಅಭಿನಯಕ್ಕೆ ಸಭಿಕರು ಚಪ್ಪಾಳೆ ತಟ್ಟಿ ಪ್ರೋತ್ಸಾಹಿಸಿದರು. [444, 174, 546, 204]
section-label: ಕರಾವಳಿ [31, 4, 47, 12]
imprint-line-1: Edited, Printed and Published by B.T. Amudhan at Nirasheveda Cross Road, Goods Shed Road, Bandar, Mangalore-575 001. For M/s Karnataka News Publications (P) Ltd., and Printed at Sanjevani, [112, 996, 560, 1001]
body-text-b: ಕೊಡಗಿನ, ಆ. ೩೦- ಮಾಜಿ ಮುಖ್ಯಮಂತ್ರಿ ಡಿ. ದೇವರಾಜ ಅರಸು ಅವರ ಜನ್ಮದಿನಾಚರಣೆ ಕಾರ್ಯಕ್ರಮದಲ್ಲಿ ಮಾತನಾಡಿದ ಗಣ್ಯರು ಅರಸು ಅವರ ತತ್ವಾದರ್ಶಗಳನ್ನು ಯುವ ಪೀಳಿಗೆ ಅಳವಡಿಸಿಕೊಳ್ಳಬೇಕು ಎಂದು ಕರೆ ನೀಡಿದರು. ಸಾಮಾಜಿಕ ನ್ಯಾಯದ ಹರಿಕಾರರಾಗಿದ್ದ ಅವರು ಹಿಂದುಳಿದ ವರ್ಗಗಳ ಏಳಿಗೆಗೆ ಶ್ರಮಿಸಿದರು. [496, 835, 572, 878]
body-text-b: ಮಂಗಳೂರು, ಆ. ೩೦- ಅಕ್ರಮ ಸಂಬಂಧಕ್ಕೆ ಅಡ್ಡಿಯಾಗುತ್ತಿದ್ದ ಗಂಡನನ್ನು ಕೊಲೆಗೈದ ಪತ್ನಿ ಹಾಗೂ ಆಕೆಯ ಪ್ರಿಯಕರನಿಗೆ ಜಿಲ್ಲಾ ನ್ಯಾಯಾಲಯ ಮರಣ ದಂಡನೆ ವಿಧಿಸಿದೆ. ಪ್ರಕರಣದ ವಿಚಾರಣೆ ನಡೆಸಿದ ನ್ಯಾಯಾಧೀಶರು ಅಪರಾಧ ಸಾಬೀತಾದ ಹಿನ್ನೆಲೆಯಲ್ಲಿ ಈ ಮಹತ್ವದ ತೀರ್ಪು ಪ್ರಕಟಿಸಿದ್ದಾರೆ. ಸಾಕ್ಷ್ಯಾಧಾರಗಳನ್ನು ಪರಿಶೀಲಿಸಿ ಸರ್ಕಾರಿ ಅಭಿಯೋಜಕರು ವಾದ ಮಂಡಿಸಿದ್ದರು. [336, 78, 438, 115]
body-text-3b: ಮಂಗಳೂರು, ಆ. ೩೦- ಅಕ್ರಮ ಸಂಬಂಧಕ್ಕೆ ಅಡ್ಡಿಯಾಗುತ್ತಿದ್ದ ಗಂಡನನ್ನು ಕೊಲೆಗೈದ ಪತ್ನಿ ಹಾಗೂ ಆಕೆಯ ಪ್ರಿಯಕರನಿಗೆ ಜಿಲ್ಲಾ ನ್ಯಾಯಾಲಯ ಮರಣ ದಂಡನೆ ವಿಧಿಸಿದೆ. ಪ್ರಕರಣದ ವಿಚಾರಣೆ ನಡೆಸಿದ ನ್ಯಾಯಾಧೀಶರು ಅಪರಾಧ ಸಾಬೀತಾದ ಹಿನ್ನೆಲೆಯಲ್ಲಿ ಈ ಮಹತ್ವದ ತೀರ್ಪು ಪ್ರಕಟಿಸಿದ್ದಾರೆ. ಸಾಕ್ಷ್ಯಾಧಾರಗಳನ್ನು ಪರಿಶೀಲಿಸಿ ಸರ್ಕಾರಿ ಅಭಿಯೋಜಕರು ವಾದ ಮಂಡಿಸಿದ್ದರು. [336, 503, 436, 540]
body-text-3: ಮಂಗಳೂರು, ಆ. ೩೦- ಅಕ್ರಮ ಸಂಬಂಧಕ್ಕೆ ಅಡ್ಡಿಯಾಗುತ್ತಿದ್ದ ಗಂಡನನ್ನು ಕೊಲೆಗೈದ ಪತ್ನಿ ಹಾಗೂ ಆಕೆಯ ಪ್ರಿಯಕರನಿಗೆ ಜಿಲ್ಲಾ ನ್ಯಾಯಾಲಯ ಮರಣ ದಂಡನೆ ವಿಧಿಸಿದೆ. ಪ್ರಕರಣದ ವಿಚಾರಣೆ ನಡೆಸಿದ ನ್ಯಾಯಾಧೀಶರು ಅಪರಾಧ ಸಾಬೀತಾದ ಹಿನ್ನೆಲೆಯಲ್ಲಿ ಈ ಮಹತ್ವದ ತೀರ್ಪು ಪ್ರಕಟಿಸಿದ್ದಾರೆ. ಸಾಕ್ಷ್ಯಾಧಾರಗಳನ್ನು ಪರಿಶೀಲಿಸಿ ಸರ್ಕಾರಿ ಅಭಿಯೋಜಕರು ವಾದ ಮಂಡಿಸಿದ್ದರು. [270, 59, 330, 120]
body-col-2 [444, 46, 546, 245]
performers-figure [18, 694, 180, 802]
body-text-e: ಮಂಗಳೂರು, ಆ. ೩೦- ನಗರದ ಒಳಾಂಗಣ ಕ್ರೀಡಾಂಗಣದಲ್ಲಿ ನಾಳೆ ಜಿಲ್ಲಾ ಮಟ್ಟದ ಶಟಲ್ ಬ್ಯಾಡ್ಮಿಂಟನ್ ಪಂದ್ಯಾವಳಿ ನಡೆಯಲಿದೆ. ವಿವಿಧ ವಯೋಮಾನದ ವಿಭಾಗಗಳಲ್ಲಿ ಸ್ಪರ್ಧೆಗಳು ಆಯೋಜಿಸಲಾಗಿದ್ದು ವಿಜೇತರಿಗೆ ಆಕರ್ಷಕ ಬಹುಮಾನ ನೀಡಲಾಗುವುದು. ಆಸಕ್ತರು ಹೆಸರು ನೋಂದಾಯಿಸಿಕೊಳ್ಳಬಹುದು ಎಂದು ಆಯೋಜಕರು ತಿಳಿಸಿದ್ದಾರೆ. [224, 882, 308, 925]
body-text: ಪೊಲೀಸ್ ಇಲಾಖೆಯ ಕರ್ತವ್ಯದಲ್ಲಿ ಉತ್ತಮ ಸೇವೆ ಸಲ್ಲಿಸಿದ ಇನ್ಸ್‌ಪೆಕ್ಟರ್ ಚಂದ್ರಶೇಖರ್ ಅವರ ಕಾರ್ಯವೈಖರಿಗೆ ಸಾರ್ವಜನಿಕರಿಂದ ಮೆಚ್ಚುಗೆ ವ್ಯಕ್ತವಾಗಿದೆ. ಹಲವಾರು ಪ್ರಕರಣಗಳನ್ನು ಶೀಘ್ರವಾಗಿ ಭೇದಿಸಿದ ಅವರ ತಂಡವನ್ನು ಹಿರಿಯ ಅಧಿಕಾರಿಗಳು ಅಭಿನಂದಿಸಿದ್ದಾರೆ. ಕಾನೂನು ಸುವ್ಯವಸ್ಥೆ ಕಾಪಾಡುವಲ್ಲಿ ಅವರ ಪಾತ್ರ ಮಹತ್ವದ್ದಾಗಿದೆ ಎಂದು ಜನರು ತಿಳಿಸಿದ್ದಾರೆ. [18, 214, 119, 251]
body-col-2 [444, 581, 546, 667]
body-text-b: ತುಮಕೂರು, ಆ. ೩೦- ದೇವರಾಯನದುರ್ಗ ದೇವಾಲಯದ ಅರ್ಚಕರ ಮೇಲೆ ನಡೆದ ಹಲ್ಲೆ ಪ್ರಕರಣವನ್ನು ಖಂಡಿಸಿ ಅರ್ಚಕರ ಸಂಘದ ಸದಸ್ಯರು ಪ್ರತಿಭಟನೆ ನಡೆಸಿದರು. ತಪ್ಪಿತಸ್ಥರ ವಿರುದ್ಧ ಕೂಡಲೇ ಕಠಿಣ ಕ್ರಮ ಕೈಗೊಳ್ಳಬೇಕು ಎಂದು ಜಿಲ್ಲಾಡಳಿತಕ್ಕೆ ಮನವಿ ಸಲ್ಲಿಸಿದರು. ದೇವಾಲಯಗಳಲ್ಲಿ ಭದ್ರತೆ ಹೆಚ್ಚಿಸಬೇಕು ಎಂದು ಆಗ್ರಹಿಸಿದರು. [18, 252, 119, 283]
body-text-2: ಮಂಗಳೂರು, ಆ. ೩೦- ದುಬೈನಲ್ಲಿ ಚಿನ್ನದ ವ್ಯಾಪಾರದಲ್ಲಿ ಹೆಚ್ಚಿನ ಲಾಭ ಕೊಡಿಸುವುದಾಗಿ ನಂಬಿಸಿ ನಾಲ್ವರು ಉದ್ಯಮಿಗಳಿಗೆ ಸುಮಾರು ೮ ಕೋಟಿ ರೂಪಾಯಿ ವಂಚಿಸಿದ ಪ್ರಕರಣ ಬೆಳಕಿಗೆ ಬಂದಿದೆ. ಆರೋಪಿಗಳ ವಿರುದ್ಧ ಪ್ರಕರಣ ದಾಖಲಿಸಿಕೊಂಡಿರುವ ಪೊಲೀಸರು ತನಿಖೆ ಕೈಗೊಂಡಿದ್ದಾರೆ. [314, 711, 398, 748]
registration-dot [616, 1010, 622, 1016]
body-text-2c: ಮಂಗಳೂರು, ಆ. ೩೦- ರಂಗಭೂಮಿ ತಂಡದ ವತಿಯಿಂದ ಆಯೋಜಿಸಲಾಗಿದ್ದ ಎರಡು ದಿನಗಳ ನಾಟಕೋತ್ಸವ ಯಶಸ್ವಿಯಾಗಿ ನಡೆಯಿತು. ವಿವಿಧ ತಂಡಗಳು ಪ್ರದರ್ಶಿಸಿದ ನಾಟಕಗಳು ಪ್ರೇಕ್ಷಕರ ಮೆಚ್ಚುಗೆಗೆ ಪಾತ್ರವಾದವು. ಕಲಾವಿದರ ಅಭಿನಯಕ್ಕೆ ಸಭಿಕರು ಚಪ್ಪಾಳೆ ತಟ್ಟಿ ಪ್ರೋತ್ಸಾಹಿಸಿದರು. [314, 793, 398, 830]
headline-line-2: ಉದ್ಯಮಿಗಳಿಗೆ ೮ ಕೋಟಿ ವಂಚನೆ! [224, 690, 490, 707]
body-text-2: ಮಡಿಕೇರಿ, ಆ. ೩೦- ಅಬಕಾರಿ ಇಲಾಖೆಯು ವಿವಿಧ ಪ್ರಕರಣಗಳಲ್ಲಿ ವಶಪಡಿಸಿಕೊಂಡಿದ್ದ ಅಕ್ರಮ ಮದ್ಯ ಹಾಗೂ ಸೇಂದಿಯನ್ನು ನ್ಯಾಯಾಲಯದ ಆದೇಶದಂತೆ ನಾಶಪಡಿಸಲಾಯಿತು. ಅಧಿಕಾರಿಗಳ ಸಮ್ಮುಖದಲ್ಲಿ ಈ ಪ್ರಕ್ರಿಯೆ ನಡೆಯಿತು. [578, 803, 654, 833]
headline: ಸಕಲೇಶ್ ಇನ್ಸ್‌ಪೆಕ್ಟರ್ ಚಂದ್ರಶೇಖರ್ ಕಾಯವೈಕಾರಿಗೆ ಪ್ರಶಂಸೆ! [18, 196, 330, 211]
body-text-2b: ಮಂಗಳೂರು, ಆ. ೩೦- ರಂಗಭೂಮಿ ತಂಡದ ವತಿಯಿಂದ ಆಯೋಜಿಸಲಾಗಿದ್ದ ಎರಡು ದಿನಗಳ ನಾಟಕೋತ್ಸವ ಯಶಸ್ವಿಯಾಗಿ ನಡೆಯಿತು. ವಿವಿಧ ತಂಡಗಳು ಪ್ರದರ್ಶಿಸಿದ ನಾಟಕಗಳು ಪ್ರೇಕ್ಷಕರ ಮೆಚ್ಚುಗೆಗೆ ಪಾತ್ರವಾದವು. ಕಲಾವಿದರ ಅಭಿನಯಕ್ಕೆ ಸಭಿಕರು ಚಪ್ಪಾಳೆ ತಟ್ಟಿ ಪ್ರೋತ್ಸಾಹಿಸಿದರು. [444, 613, 546, 643]
body-text-2c: ಪೊಲೀಸ್ ಇಲಾಖೆಯ ಕರ್ತವ್ಯದಲ್ಲಿ ಉತ್ತಮ ಸೇವೆ ಸಲ್ಲಿಸಿದ ಇನ್ಸ್‌ಪೆಕ್ಟರ್ ಚಂದ್ರಶೇಖರ್ ಅವರ ಕಾರ್ಯವೈಖರಿಗೆ ಸಾರ್ವಜನಿಕರಿಂದ ಮೆಚ್ಚುಗೆ ವ್ಯಕ್ತವಾಗಿದೆ. ಹಲವಾರು ಪ್ರಕರಣಗಳನ್ನು ಶೀಘ್ರವಾಗಿ ಭೇದಿಸಿದ ಅವರ ತಂಡವನ್ನು ಹಿರಿಯ ಅಧಿಕಾರಿಗಳು ಅಭಿನಂದಿಸಿದ್ದಾರೆ. ಕಾನೂನು ಸುವ್ಯವಸ್ಥೆ ಕಾಪಾಡುವಲ್ಲಿ ಅವರ ಪಾತ್ರ ಮಹತ್ವದ್ದಾಗಿದೆ ಎಂದು ಜನರು ತಿಳಿಸಿದ್ದಾರೆ. [578, 885, 654, 935]
body-col-2 [578, 803, 654, 991]
masthead-logo: ಸಂಜೆವಾಣಿ [282, 2, 337, 20]
body-col-1 [18, 214, 119, 434]
body-text-2b: ಕೊಡಗಿನ, ಆ. ೩೦- ಮಾಜಿ ಮುಖ್ಯಮಂತ್ರಿ ಡಿ. ದೇವರಾಜ ಅರಸು ಅವರ ಜನ್ಮದಿನಾಚರಣೆ ಕಾರ್ಯಕ್ರಮದಲ್ಲಿ ಮಾತನಾಡಿದ ಗಣ್ಯರು ಅರಸು ಅವರ ತತ್ವಾದರ್ಶಗಳನ್ನು ಯುವ ಪೀಳಿಗೆ ಅಳವಡಿಸಿಕೊಳ್ಳಬೇಕು ಎಂದು ಕರೆ ನೀಡಿದರು. ಸಾಮಾಜಿಕ ನ್ಯಾಯದ ಹರಿಕಾರರಾಗಿದ್ದ ಅವರು ಹಿಂದುಳಿದ ವರ್ಗಗಳ ಏಳಿಗೆಗೆ ಶ್ರಮಿಸಿದರು. [115, 99, 208, 136]
body-text: ಮಡಿಕೇರಿ, ಆ. ೩೦- ಅಬಕಾರಿ ಇಲಾಖೆಯು ವಿವಿಧ ಪ್ರಕರಣಗಳಲ್ಲಿ ವಶಪಡಿಸಿಕೊಂಡಿದ್ದ ಅಕ್ರಮ ಮದ್ಯ ಹಾಗೂ ಸೇಂದಿಯನ್ನು ನ್ಯಾಯಾಲಯದ ಆದೇಶದಂತೆ ನಾಶಪಡಿಸಲಾಯಿತು. ಅಧಿಕಾರಿಗಳ ಸಮ್ಮುಖದಲ್ಲಿ ಈ ಪ್ರಕ್ರಿಯೆ ನಡೆಯಿತು. [496, 803, 572, 833]
body-text-3b: ಮಂಗಳೂರು, ಆ. ೩೦- ಜಿಲ್ಲಾ ವೀರಶೈವ ಲಿಂಗಾಯತ ನೌಕರರ ಸಂಘದ ವತಿಯಿಂದ ನಾಳೆ ನಗರದಲ್ಲಿ ಜಿಲ್ಲಾ ಮಟ್ಟದ ಸಮಾವೇಶ ಹಮ್ಮಿಕೊಳ್ಳಲಾಗಿದೆ. ಕಾರ್ಯಕ್ರಮದಲ್ಲಿ ಪ್ರತಿಭಾ ಪುರಸ್ಕಾರ ಹಾಗೂ ನಿವೃತ್ತ ನೌಕರರಿಗೆ ಸನ್ಮಾನ ನಡೆಯಲಿದೆ. ಸಂಘದ ಸದಸ್ಯರು ಹೆಚ್ಚಿನ ಸಂಖ್ಯೆಯಲ್ಲಿ ಭಾಗವಹಿಸಬೇಕು ಎಂದು ಅಧ್ಯಕ್ಷರು ಮನವಿ ಮಾಡಿದ್ದಾರೆ. [270, 122, 330, 177]
body-col-1 [18, 806, 116, 991]
body-text-2d: ಕೊಡಗಿನ, ಆ. ೩೦- ಮಾಜಿ ಮುಖ್ಯಮಂತ್ರಿ ಡಿ. ದೇವರಾಜ ಅರಸು ಅವರ ಜನ್ಮದಿನಾಚರಣೆ ಕಾರ್ಯಕ್ರಮದಲ್ಲಿ ಮಾತನಾಡಿದ ಗಣ್ಯರು ಅರಸು ಅವರ ತತ್ವಾದರ್ಶಗಳನ್ನು ಯುವ ಪೀಳಿಗೆ ಅಳವಡಿಸಿಕೊಳ್ಳಬೇಕು ಎಂದು ಕರೆ ನೀಡಿದರು. ಸಾಮಾಜಿಕ ನ್ಯಾಯದ ಹರಿಕಾರರಾಗಿದ್ದ ಅವರು ಹಿಂದುಳಿದ ವರ್ಗಗಳ ಏಳಿಗೆಗೆ ಶ್ರಮಿಸಿದರು. [123, 310, 224, 340]
headline-line-2: ಮದ್ಯ, ಸೇಂದಿ ನಾಶ [542, 694, 608, 706]
body-text-3: ಮಂಗಳೂರು, ಆ. ೩೦- ದುಬೈನಲ್ಲಿ ಚಿನ್ನದ ವ್ಯಾಪಾರದಲ್ಲಿ ಹೆಚ್ಚಿನ ಲಾಭ ಕೊಡಿಸುವುದಾಗಿ ನಂಬಿಸಿ ನಾಲ್ವರು ಉದ್ಯಮಿಗಳಿಗೆ ಸುಮಾರು ೮ ಕೋಟಿ ರೂಪಾಯಿ ವಂಚಿಸಿದ ಪ್ರಕರಣ ಬೆಳಕಿಗೆ ಬಂದಿದೆ. ಆರೋಪಿಗಳ ವಿರುದ್ಧ ಪ್ರಕರಣ ದಾಖಲಿಸಿಕೊಂಡಿರುವ ಪೊಲೀಸರು ತನಿಖೆ ಕೈಗೊಂಡಿದ್ದಾರೆ. [404, 711, 490, 741]
officers-figure [496, 713, 654, 799]
registration-dot [640, 1010, 646, 1016]
body-text: ಮಂಗಳೂರು, ಆ. ೩೦- ನಗರದ ಒಳಾಂಗಣ ಕ್ರೀಡಾಂಗಣದಲ್ಲಿ ನಾಳೆ ಜಿಲ್ಲಾ ಮಟ್ಟದ ಶಟಲ್ ಬ್ಯಾಡ್ಮಿಂಟನ್ ಪಂದ್ಯಾವಳಿ ನಡೆಯಲಿದೆ. ವಿವಿಧ ವಯೋಮಾನದ ವಿಭಾಗಗಳಲ್ಲಿ ಸ್ಪರ್ಧೆಗಳು ಆಯೋಜಿಸಲಾಗಿದ್ದು ವಿಜೇತರಿಗೆ ಆಕರ್ಷಕ ಬಹುಮಾನ ನೀಡಲಾಗುವುದು. ಆಸಕ್ತರು ಹೆಸರು ನೋಂದಾಯಿಸಿಕೊಳ್ಳಬಹುದು ಎಂದು ಆಯೋಜಕರು ತಿಳಿಸಿದ್ದಾರೆ. [336, 581, 438, 611]
body-text-b: ಮಂಗಳೂರು, ಆ. ೩೦- ಅಕ್ರಮ ಸಂಬಂಧಕ್ಕೆ ಅಡ್ಡಿಯಾಗುತ್ತಿದ್ದ ಗಂಡನನ್ನು ಕೊಲೆಗೈದ ಪತ್ನಿ ಹಾಗೂ ಆಕೆಯ ಪ್ರಿಯಕರನಿಗೆ ಜಿಲ್ಲಾ ನ್ಯಾಯಾಲಯ ಮರಣ ದಂಡನೆ ವಿಧಿಸಿದೆ. ಪ್ರಕರಣದ ವಿಚಾರಣೆ ನಡೆಸಿದ ನ್ಯಾಯಾಧೀಶರು ಅಪರಾಧ ಸಾಬೀತಾದ ಹಿನ್ನೆಲೆಯಲ್ಲಿ ಈ ಮಹತ್ವದ ತೀರ್ಪು ಪ್ರಕಟಿಸಿದ್ದಾರೆ. ಸಾಕ್ಷ್ಯಾಧಾರಗಳನ್ನು ಪರಿಶೀಲಿಸಿ ಸರ್ಕಾರಿ ಅಭಿಯೋಜಕರು ವಾದ ಮಂಡಿಸಿದ್ದರು. [224, 749, 308, 792]
ceremony-photo [124, 460, 330, 552]
article-employees-convention [336, 27, 654, 245]
body-text-e: ಪೊಲೀಸ್ ಇಲಾಖೆಯ ಕರ್ತವ್ಯದಲ್ಲಿ ಉತ್ತಮ ಸೇವೆ ಸಲ್ಲಿಸಿದ ಇನ್ಸ್‌ಪೆಕ್ಟರ್ ಚಂದ್ರಶೇಖರ್ ಅವರ ಕಾರ್ಯವೈಖರಿಗೆ ಸಾರ್ವಜನಿಕರಿಂದ ಮೆಚ್ಚುಗೆ ವ್ಯಕ್ತವಾಗಿದೆ. ಹಲವಾರು ಪ್ರಕರಣಗಳನ್ನು ಶೀಘ್ರವಾಗಿ ಭೇದಿಸಿದ ಅವರ ತಂಡವನ್ನು ಹಿರಿಯ ಅಧಿಕಾರಿಗಳು ಅಭಿನಂದಿಸಿದ್ದಾರೆ. ಕಾನೂನು ಸುವ್ಯವಸ್ಥೆ ಕಾಪಾಡುವಲ್ಲಿ ಅವರ ಪಾತ್ರ ಮಹತ್ವದ್ದಾಗಿದೆ ಎಂದು ಜನರು ತಿಳಿಸಿದ್ದಾರೆ. [18, 581, 118, 618]
body-text-2b: ಮಡಿಕೇರಿ, ಆ. ೩೦- ಅಬಕಾರಿ ಇಲಾಖೆಯು ವಿವಿಧ ಪ್ರಕರಣಗಳಲ್ಲಿ ವಶಪಡಿಸಿಕೊಂಡಿದ್ದ ಅಕ್ರಮ ಮದ್ಯ ಹಾಗೂ ಸೇಂದಿಯನ್ನು ನ್ಯಾಯಾಲಯದ ಆದೇಶದಂತೆ ನಾಶಪಡಿಸಲಾಯಿತು. ಅಧಿಕಾರಿಗಳ ಸಮ್ಮುಖದಲ್ಲಿ ಈ ಪ್ರಕ್ರಿಯೆ ನಡೆಯಿತು. [123, 252, 224, 276]
body-text-d: ಮಂಗಳೂರು, ಆ. ೩೦- ರಂಗಭೂಮಿ ತಂಡದ ವತಿಯಿಂದ ಆಯೋಜಿಸಲಾಗಿದ್ದ ಎರಡು ದಿನಗಳ ನಾಟಕೋತ್ಸವ ಯಶಸ್ವಿಯಾಗಿ ನಡೆಯಿತು. ವಿವಿಧ ತಂಡಗಳು ಪ್ರದರ್ಶಿಸಿದ ನಾಟಕಗಳು ಪ್ರೇಕ್ಷಕರ ಮೆಚ್ಚುಗೆಗೆ ಪಾತ್ರವಾದವು. ಕಲಾವಿದರ ಅಭಿನಯಕ್ಕೆ ಸಭಿಕರು ಚಪ್ಪಾಳೆ ತಟ್ಟಿ ಪ್ರೋತ್ಸಾಹಿಸಿದರು. [18, 316, 119, 347]
body-text-3c: ಮಂಗಳೂರು, ಆ. ೩೦- ನಗರದ ಒಳಾಂಗಣ ಕ್ರೀಡಾಂಗಣದಲ್ಲಿ ನಾಳೆ ಜಿಲ್ಲಾ ಮಟ್ಟದ ಶಟಲ್ ಬ್ಯಾಡ್ಮಿಂಟನ್ ಪಂದ್ಯಾವಳಿ ನಡೆಯಲಿದೆ. ವಿವಿಧ ವಯೋಮಾನದ ವಿಭಾಗಗಳಲ್ಲಿ ಸ್ಪರ್ಧೆಗಳು ಆಯೋಜಿಸಲಾಗಿದ್ದು ವಿಜೇತರಿಗೆ ಆಕರ್ಷಕ ಬಹುಮಾನ ನೀಡಲಾಗುವುದು. ಆಸಕ್ತರು ಹೆಸರು ನೋಂದಾಯಿಸಿಕೊಳ್ಳಬಹುದು ಎಂದು ಆಯೋಜಕರು ತಿಳಿಸಿದ್ದಾರೆ. [404, 787, 490, 830]
body-col-2 [115, 61, 208, 194]
header-meta: ಕರಾವಳಿ | Sanjevani, Bangalore ಶನಿವಾರ ೩೦ ಆಗಸ್ಟ್ ೨೦೨೫ : Saturday 30 August 2025 [31, 4, 169, 19]
body-text-c: ತುಮಕೂರು, ಆ. ೩೦- ದೇವರಾಯನದುರ್ಗ ದೇವಾಲಯದ ಅರ್ಚಕರ ಮೇಲೆ ನಡೆದ ಹಲ್ಲೆ ಪ್ರಕರಣವನ್ನು ಖಂಡಿಸಿ ಅರ್ಚಕರ ಸಂಘದ ಸದಸ್ಯರು ಪ್ರತಿಭಟನೆ ನಡೆಸಿದರು. ತಪ್ಪಿತಸ್ಥರ ವಿರುದ್ಧ ಕೂಡಲೇ ಕಠಿಣ ಕ್ರಮ ಕೈಗೊಳ್ಳಬೇಕು ಎಂದು ಜಿಲ್ಲಾಡಳಿತಕ್ಕೆ ಮನವಿ ಸಲ್ಲಿಸಿದರು. ದೇವಾಲಯಗಳಲ್ಲಿ ಭದ್ರತೆ ಹೆಚ್ಚಿಸಬೇಕು ಎಂದು ಆಗ್ರಹಿಸಿದರು. [224, 793, 308, 836]
body-col-1 [336, 46, 438, 245]
body-text-2: ಮಂಗಳೂರು, ಆ. ೩೦- ಅಕ್ರಮ ಸಂಬಂಧಕ್ಕೆ ಅಡ್ಡಿಯಾಗುತ್ತಿದ್ದ ಗಂಡನನ್ನು ಕೊಲೆಗೈದ ಪತ್ನಿ ಹಾಗೂ ಆಕೆಯ ಪ್ರಿಯಕರನಿಗೆ ಜಿಲ್ಲಾ ನ್ಯಾಯಾಲಯ ಮರಣ ದಂಡನೆ ವಿಧಿಸಿದೆ. ಪ್ರಕರಣದ ವಿಚಾರಣೆ ನಡೆಸಿದ ನ್ಯಾಯಾಧೀಶರು ಅಪರಾಧ ಸಾಬೀತಾದ ಹಿನ್ನೆಲೆಯಲ್ಲಿ ಈ ಮಹತ್ವದ ತೀರ್ಪು ಪ್ರಕಟಿಸಿದ್ದಾರೆ. ಸಾಕ್ಷ್ಯಾಧಾರಗಳನ್ನು ಪರಿಶೀಲಿಸಿ ಸರ್ಕಾರಿ ಅಭಿಯೋಜಕರು ವಾದ ಮಂಡಿಸಿದ್ದರು. [115, 61, 208, 98]
body-text-cont: ಪೊಲೀಸ್ ಇಲಾಖೆಯ ಕರ್ತವ್ಯದಲ್ಲಿ ಉತ್ತಮ ಸೇವೆ ಸಲ್ಲಿಸಿದ ಇನ್ಸ್‌ಪೆಕ್ಟರ್ ಚಂದ್ರಶೇಖರ್ ಅವರ ಕಾರ್ಯವೈಖರಿಗೆ ಸಾರ್ವಜನಿಕರಿಂದ ಮೆಚ್ಚುಗೆ ವ್ಯಕ್ತವಾಗಿದೆ. ಹಲವಾರು ಪ್ರಕರಣಗಳನ್ನು ಶೀಘ್ರವಾಗಿ ಭೇದಿಸಿದ ಅವರ ತಂಡವನ್ನು ಹಿರಿಯ ಅಧಿಕಾರಿಗಳು ಅಭಿನಂದಿಸಿದ್ದಾರೆ. ಕಾನೂನು ಸುವ್ಯವಸ್ಥೆ ಕಾಪಾಡುವಲ್ಲಿ ಅವರ ಪಾತ್ರ ಮಹತ್ವದ್ದಾಗಿದೆ ಎಂದು ಜನರು ತಿಳಿಸಿದ್ದಾರೆ. [18, 99, 111, 142]
registration-dot [648, 1010, 654, 1016]
edition-label: Sanjevani, Bangalore [52, 4, 117, 12]
body-text-2c: ಮಡಿಕೇರಿ, ಆ. ೩೦- ಅಬಕಾರಿ ಇಲಾಖೆಯು ವಿವಿಧ ಪ್ರಕರಣಗಳಲ್ಲಿ ವಶಪಡಿಸಿಕೊಂಡಿದ್ದ ಅಕ್ರಮ ಮದ್ಯ ಹಾಗೂ ಸೇಂದಿಯನ್ನು ನ್ಯಾಯಾಲಯದ ಆದೇಶದಂತೆ ನಾಶಪಡಿಸಲಾಯಿತು. ಅಧಿಕಾರಿಗಳ ಸಮ್ಮುಖದಲ್ಲಿ ಈ ಪ್ರಕ್ರಿಯೆ ನಡೆಯಿತು. [120, 876, 218, 900]
body-text-b: ಮಂಗಳೂರು, ಆ. ೩೦- ರಂಗಭೂಮಿ ತಂಡದ ವತಿಯಿಂದ ಆಯೋಜಿಸಲಾಗಿದ್ದ ಎರಡು ದಿನಗಳ ನಾಟಕೋತ್ಸವ ಯಶಸ್ವಿಯಾಗಿ ನಡೆಯಿತು. ವಿವಿಧ ತಂಡಗಳು ಪ್ರದರ್ಶಿಸಿದ ನಾಟಕಗಳು ಪ್ರೇಕ್ಷಕರ ಮೆಚ್ಚುಗೆಗೆ ಪಾತ್ರವಾದವು. ಕಲಾವಿದರ ಅಭಿನಯಕ್ಕೆ ಸಭಿಕರು ಚಪ್ಪಾಳೆ ತಟ್ಟಿ ಪ್ರೋತ್ಸಾಹಿಸಿದರು. [336, 303, 436, 333]
body-text-2d: ಮಂಗಳೂರು, ಆ. ೩೦- ಜಿಲ್ಲಾ ವೀರಶೈವ ಲಿಂಗಾಯತ ನೌಕರರ ಸಂಘದ ವತಿಯಿಂದ ನಾಳೆ ನಗರದಲ್ಲಿ ಜಿಲ್ಲಾ ಮಟ್ಟದ ಸಮಾವೇಶ ಹಮ್ಮಿಕೊಳ್ಳಲಾಗಿದೆ. ಕಾರ್ಯಕ್ರಮದಲ್ಲಿ ಪ್ರತಿಭಾ ಪುರಸ್ಕಾರ ಹಾಗೂ ನಿವೃತ್ತ ನೌಕರರಿಗೆ ಸನ್ಮಾನ ನಡೆಯಲಿದೆ. ಸಂಘದ ಸದಸ್ಯರು ಹೆಚ್ಚಿನ ಸಂಖ್ಯೆಯಲ್ಲಿ ಭಾಗವಹಿಸಬೇಕು ಎಂದು ಅಧ್ಯಕ್ಷರು ಮನವಿ ಮಾಡಿದ್ದಾರೆ. [314, 831, 398, 868]
body-col-2 [120, 806, 218, 991]
officer-figure [214, 59, 266, 169]
body-text: ಮಂಗಳೂರು, ಆ. ೩೦- ಅಕ್ರಮ ಸಂಬಂಧಕ್ಕೆ ಅಡ್ಡಿಯಾಗುತ್ತಿದ್ದ ಗಂಡನನ್ನು ಕೊಲೆಗೈದ ಪತ್ನಿ ಹಾಗೂ ಆಕೆಯ ಪ್ರಿಯಕರನಿಗೆ ಜಿಲ್ಲಾ ನ್ಯಾಯಾಲಯ ಮರಣ ದಂಡನೆ ವಿಧಿಸಿದೆ. ಪ್ರಕರಣದ ವಿಚಾರಣೆ ನಡೆಸಿದ ನ್ಯಾಯಾಧೀಶರು ಅಪರಾಧ ಸಾಬೀತಾದ ಹಿನ್ನೆಲೆಯಲ್ಲಿ ಈ ಮಹತ್ವದ ತೀರ್ಪು ಪ್ರಕಟಿಸಿದ್ದಾರೆ. ಸಾಕ್ಷ್ಯಾಧಾರಗಳನ್ನು ಪರಿಶೀಲಿಸಿ ಸರ್ಕಾರಿ ಅಭಿಯೋಜಕರು ವಾದ ಮಂಡಿಸಿದ್ದರು. [18, 61, 111, 98]
headline-banner: ದೇವರಾಯನದುರ್ಗ ಅಚರಕರ ಮೇಲೆ ಹಲ್ಲೆ: ಕ್ರಮಕ್ಕೆ ಒತ್ತಾಯ [336, 247, 654, 267]
body-text-2b: ಮಂಗಳೂರು, ಆ. ೩೦- ನಗರದ ಒಳಾಂಗಣ ಕ್ರೀಡಾಂಗಣದಲ್ಲಿ ನಾಳೆ ಜಿಲ್ಲಾ ಮಟ್ಟದ ಶಟಲ್ ಬ್ಯಾಡ್ಮಿಂಟನ್ ಪಂದ್ಯಾವಳಿ ನಡೆಯಲಿದೆ. ವಿವಿಧ ವಯೋಮಾನದ ವಿಭಾಗಗಳಲ್ಲಿ ಸ್ಪರ್ಧೆಗಳು ಆಯೋಜಿಸಲಾಗಿದ್ದು ವಿಜೇತರಿಗೆ ಆಕರ್ಷಕ ಬಹುಮಾನ ನೀಡಲಾಗುವುದು. ಆಸಕ್ತರು ಹೆಸರು ನೋಂದಾಯಿಸಿಕೊಳ್ಳಬಹುದು ಎಂದು ಆಯೋಜಕರು ತಿಳಿಸಿದ್ದಾರೆ. [578, 835, 654, 884]
body-text-2d: ತುಮಕೂರು, ಆ. ೩೦- ದೇವರಾಯನದುರ್ಗ ದೇವಾಲಯದ ಅರ್ಚಕರ ಮೇಲೆ ನಡೆದ ಹಲ್ಲೆ ಪ್ರಕರಣವನ್ನು ಖಂಡಿಸಿ ಅರ್ಚಕರ ಸಂಘದ ಸದಸ್ಯರು ಪ್ರತಿಭಟನೆ ನಡೆಸಿದರು. ತಪ್ಪಿತಸ್ಥರ ವಿರುದ್ಧ ಕೂಡಲೇ ಕಠಿಣ ಕ್ರಮ ಕೈಗೊಳ್ಳಬೇಕು ಎಂದು ಜಿಲ್ಲಾಡಳಿತಕ್ಕೆ ಮನವಿ ಸಲ್ಲಿಸಿದರು. ದೇವಾಲಯಗಳಲ್ಲಿ ಭದ್ರತೆ ಹೆಚ್ಚಿಸಬೇಕು ಎಂದು ಆಗ್ರಹಿಸಿದರು. [444, 142, 546, 172]
body-col-3 [228, 214, 330, 434]
body-col-3 [336, 471, 436, 559]
headline-line-1: ವಶಪಡಿಸಿಕೊಂಡಿದ್ದ [543, 678, 607, 690]
body-text: ಮಂಗಳೂರು, ಆ. ೩೦- ಜಿಲ್ಲಾ ವೀರಶೈವ ಲಿಂಗಾಯತ ನೌಕರರ ಸಂಘದ ವತಿಯಿಂದ ನಾಳೆ ನಗರದಲ್ಲಿ ಜಿಲ್ಲಾ ಮಟ್ಟದ ಸಮಾವೇಶ ಹಮ್ಮಿಕೊಳ್ಳಲಾಗಿದೆ. ಕಾರ್ಯಕ್ರಮದಲ್ಲಿ ಪ್ರತಿಭಾ ಪುರಸ್ಕಾರ ಹಾಗೂ ನಿವೃತ್ತ ನೌಕರರಿಗೆ ಸನ್ಮಾನ ನಡೆಯಲಿದೆ. ಸಂಘದ ಸದಸ್ಯರು ಹೆಚ್ಚಿನ ಸಂಖ್ಯೆಯಲ್ಲಿ ಭಾಗವಹಿಸಬೇಕು ಎಂದು ಅಧ್ಯಕ್ಷರು ಮನವಿ ಮಾಡಿದ್ದಾರೆ. [336, 46, 438, 76]
body-text-2c: ಪೊಲೀಸ್ ಇಲಾಖೆಯ ಕರ್ತವ್ಯದಲ್ಲಿ ಉತ್ತಮ ಸೇವೆ ಸಲ್ಲಿಸಿದ ಇನ್ಸ್‌ಪೆಕ್ಟರ್ ಚಂದ್ರಶೇಖರ್ ಅವರ ಕಾರ್ಯವೈಖರಿಗೆ ಸಾರ್ವಜನಿಕರಿಂದ ಮೆಚ್ಚುಗೆ ವ್ಯಕ್ತವಾಗಿದೆ. ಹಲವಾರು ಪ್ರಕರಣಗಳನ್ನು ಶೀಘ್ರವಾಗಿ ಭೇದಿಸಿದ ಅವರ ತಂಡವನ್ನು ಹಿರಿಯ ಅಧಿಕಾರಿಗಳು ಅಭಿನಂದಿಸಿದ್ದಾರೆ. ಕಾನೂನು ಸುವ್ಯವಸ್ಥೆ ಕಾಪಾಡುವಲ್ಲಿ ಅವರ ಪಾತ್ರ ಮಹತ್ವದ್ದಾಗಿದೆ ಎಂದು ಜನರು ತಿಳಿಸಿದ್ದಾರೆ. [548, 439, 654, 469]
headline-banner [496, 675, 654, 709]
color-registration-bar [616, 1010, 654, 1016]
body-text-side: ಮಂಗಳೂರು, ಆ. ೩೦- ರಂಗಭೂಮಿ ತಂಡದ ವತಿಯಿಂದ ಆಯೋಜಿಸಲಾಗಿದ್ದ ಎರಡು ದಿನಗಳ ನಾಟಕೋತ್ಸವ ಯಶಸ್ವಿಯಾಗಿ ನಡೆಯಿತು. ವಿವಿಧ ತಂಡಗಳು ಪ್ರದರ್ಶಿಸಿದ ನಾಟಕಗಳು ಪ್ರೇಕ್ಷಕರ ಮೆಚ್ಚುಗೆಗೆ ಪಾತ್ರವಾದವು. ಕಲಾವಿದರ ಅಭಿನಯಕ್ಕೆ ಸಭಿಕರು ಚಪ್ಪಾಳೆ ತಟ್ಟಿ ಪ್ರೋತ್ಸಾಹಿಸಿದರು. [184, 694, 218, 786]
body-col-3 [270, 59, 330, 194]
body-text: ತುಮಕೂರು, ಆ. ೩೦- ದೇವರಾಯನದುರ್ಗ ದೇವಾಲಯದ ಅರ್ಚಕರ ಮೇಲೆ ನಡೆದ ಹಲ್ಲೆ ಪ್ರಕರಣವನ್ನು ಖಂಡಿಸಿ ಅರ್ಚಕರ ಸಂಘದ ಸದಸ್ಯರು ಪ್ರತಿಭಟನೆ ನಡೆಸಿದರು. ತಪ್ಪಿತಸ್ಥರ ವಿರುದ್ಧ ಕೂಡಲೇ ಕಠಿಣ ಕ್ರಮ ಕೈಗೊಳ್ಳಬೇಕು ಎಂದು ಜಿಲ್ಲಾಡಳಿತಕ್ಕೆ ಮನವಿ ಸಲ್ಲಿಸಿದರು. ದೇವಾಲಯಗಳಲ್ಲಿ ಭದ್ರತೆ ಹೆಚ್ಚಿಸಬೇಕು ಎಂದು ಆಗ್ರಹಿಸಿದರು. [336, 271, 436, 301]
body-text-2: ಪೊಲೀಸ್ ಇಲಾಖೆಯ ಕರ್ತವ್ಯದಲ್ಲಿ ಉತ್ತಮ ಸೇವೆ ಸಲ್ಲಿಸಿದ ಇನ್ಸ್‌ಪೆಕ್ಟರ್ ಚಂದ್ರಶೇಖರ್ ಅವರ ಕಾರ್ಯವೈಖರಿಗೆ ಸಾರ್ವಜನಿಕರಿಂದ ಮೆಚ್ಚುಗೆ ವ್ಯಕ್ತವಾಗಿದೆ. ಹಲವಾರು ಪ್ರಕರಣಗಳನ್ನು ಶೀಘ್ರವಾಗಿ ಭೇದಿಸಿದ ಅವರ ತಂಡವನ್ನು ಹಿರಿಯ ಅಧಿಕಾರಿಗಳು ಅಭಿನಂದಿಸಿದ್ದಾರೆ. ಕಾನೂನು ಸುವ್ಯವಸ್ಥೆ ಕಾಪಾಡುವಲ್ಲಿ ಅವರ ಪಾತ್ರ ಮಹತ್ವದ್ದಾಗಿದೆ ಎಂದು ಜನರು ತಿಳಿಸಿದ್ದಾರೆ. [123, 214, 224, 251]
body-text-d: ಮಂಗಳೂರು, ಆ. ೩೦- ಅಕ್ರಮ ಸಂಬಂಧಕ್ಕೆ ಅಡ್ಡಿಯಾಗುತ್ತಿದ್ದ ಗಂಡನನ್ನು ಕೊಲೆಗೈದ ಪತ್ನಿ ಹಾಗೂ ಆಕೆಯ ಪ್ರಿಯಕರನಿಗೆ ಜಿಲ್ಲಾ ನ್ಯಾಯಾಲಯ ಮರಣ ದಂಡನೆ ವಿಧಿಸಿದೆ. ಪ್ರಕರಣದ ವಿಚಾರಣೆ ನಡೆಸಿದ ನ್ಯಾಯಾಧೀಶರು ಅಪರಾಧ ಸಾಬೀತಾದ ಹಿನ್ನೆಲೆಯಲ್ಲಿ ಈ ಮಹತ್ವದ ತೀರ್ಪು ಪ್ರಕಟಿಸಿದ್ದಾರೆ. ಸಾಕ್ಷ್ಯಾಧಾರಗಳನ್ನು ಪರಿಶೀಲಿಸಿ ಸರ್ಕಾರಿ ಅಭಿಯೋಜಕರು ವಾದ ಮಂಡಿಸಿದ್ದರು. [18, 914, 116, 951]
body-text-3b: ಮಂಗಳೂರು, ಆ. ೩೦- ಜಿಲ್ಲಾ ವೀರಶೈವ ಲಿಂಗಾಯತ ನೌಕರರ ಸಂಘದ ವತಿಯಿಂದ ನಾಳೆ ನಗರದಲ್ಲಿ ಜಿಲ್ಲಾ ಮಟ್ಟದ ಸಮಾವೇಶ ಹಮ್ಮಿಕೊಳ್ಳಲಾಗಿದೆ. ಕಾರ್ಯಕ್ರಮದಲ್ಲಿ ಪ್ರತಿಭಾ ಪುರಸ್ಕಾರ ಹಾಗೂ ನಿವೃತ್ತ ನೌಕರರಿಗೆ ಸನ್ಮಾನ ನಡೆಯಲಿದೆ. ಸಂಘದ ಸದಸ್ಯರು ಹೆಚ್ಚಿನ ಸಂಖ್ಯೆಯಲ್ಲಿ ಭಾಗವಹಿಸಬೇಕು ಎಂದು ಅಧ್ಯಕ್ಷರು ಮನವಿ ಮಾಡಿದ್ದಾರೆ. [552, 613, 654, 643]
body-col-2 [548, 375, 654, 559]
headline-banner: ದೇವರಾಜ ಅರಸು ತತ್ವಾದರ್ಶ ಪಾಲಿಸಲು ಕರೆ [18, 436, 330, 456]
article-priest-assault [336, 247, 654, 559]
body-text-2e: ಮಡಿಕೇರಿ, ಆ. ೩೦- ಅಬಕಾರಿ ಇಲಾಖೆಯು ವಿವಿಧ ಪ್ರಕರಣಗಳಲ್ಲಿ ವಶಪಡಿಸಿಕೊಂಡಿದ್ದ ಅಕ್ರಮ ಮದ್ಯ ಹಾಗೂ ಸೇಂದಿಯನ್ನು ನ್ಯಾಯಾಲಯದ ಆದೇಶದಂತೆ ನಾಶಪಡಿಸಲಾಯಿತು. ಅಧಿಕಾರಿಗಳ ಸಮ್ಮುಖದಲ್ಲಿ ಈ ಪ್ರಕ್ರಿಯೆ ನಡೆಯಿತು. [314, 870, 398, 900]
body-text-3b: ಮಂಗಳೂರು, ಆ. ೩೦- ನಗರದ ಒಳಾಂಗಣ ಕ್ರೀಡಾಂಗಣದಲ್ಲಿ ನಾಳೆ ಜಿಲ್ಲಾ ಮಟ್ಟದ ಶಟಲ್ ಬ್ಯಾಡ್ಮಿಂಟನ್ ಪಂದ್ಯಾವಳಿ ನಡೆಯಲಿದೆ. ವಿವಿಧ ವಯೋಮಾನದ ವಿಭಾಗಗಳಲ್ಲಿ ಸ್ಪರ್ಧೆಗಳು ಆಯೋಜಿಸಲಾಗಿದ್ದು ವಿಜೇತರಿಗೆ ಆಕರ್ಷಕ ಬಹುಮಾನ ನೀಡಲಾಗುವುದು. ಆಸಕ್ತರು ಹೆಸರು ನೋಂದಾಯಿಸಿಕೊಳ್ಳಬಹುದು ಎಂದು ಆಯೋಜಕರು ತಿಳಿಸಿದ್ದಾರೆ. [228, 252, 330, 283]
body-text-2c: ಮಂಗಳೂರು, ಆ. ೩೦- ಜಿಲ್ಲಾ ವೀರಶೈವ ಲಿಂಗಾಯತ ನೌಕರರ ಸಂಘದ ವತಿಯಿಂದ ನಾಳೆ ನಗರದಲ್ಲಿ ಜಿಲ್ಲಾ ಮಟ್ಟದ ಸಮಾವೇಶ ಹಮ್ಮಿಕೊಳ್ಳಲಾಗಿದೆ. ಕಾರ್ಯಕ್ರಮದಲ್ಲಿ ಪ್ರತಿಭಾ ಪುರಸ್ಕಾರ ಹಾಗೂ ನಿವೃತ್ತ ನೌಕರರಿಗೆ ಸನ್ಮಾನ ನಡೆಯಲಿದೆ. ಸಂಘದ ಸದಸ್ಯರು ಹೆಚ್ಚಿನ ಸಂಖ್ಯೆಯಲ್ಲಿ ಭಾಗವಹಿಸಬೇಕು ಎಂದು ಅಧ್ಯಕ್ಷರು ಮನವಿ ಮಾಡಿದ್ದಾರೆ. [123, 278, 224, 308]
body-text-3b: ಮಂಗಳೂರು, ಆ. ೩೦- ನಗರದ ಒಳಾಂಗಣ ಕ್ರೀಡಾಂಗಣದಲ್ಲಿ ನಾಳೆ ಜಿಲ್ಲಾ ಮಟ್ಟದ ಶಟಲ್ ಬ್ಯಾಡ್ಮಿಂಟನ್ ಪಂದ್ಯಾವಳಿ ನಡೆಯಲಿದೆ. ವಿವಿಧ ವಯೋಮಾನದ ವಿಭಾಗಗಳಲ್ಲಿ ಸ್ಪರ್ಧೆಗಳು ಆಯೋಜಿಸಲಾಗಿದ್ದು ವಿಜೇತರಿಗೆ ಆಕರ್ಷಕ ಬಹುಮಾನ ನೀಡಲಾಗುವುದು. ಆಸಕ್ತರು ಹೆಸರು ನೋಂದಾಯಿಸಿಕೊಳ್ಳಬಹುದು ಎಂದು ಆಯೋಜಕರು ತಿಳಿಸಿದ್ದಾರೆ. [552, 78, 654, 108]
body-col-1 [496, 803, 572, 991]
